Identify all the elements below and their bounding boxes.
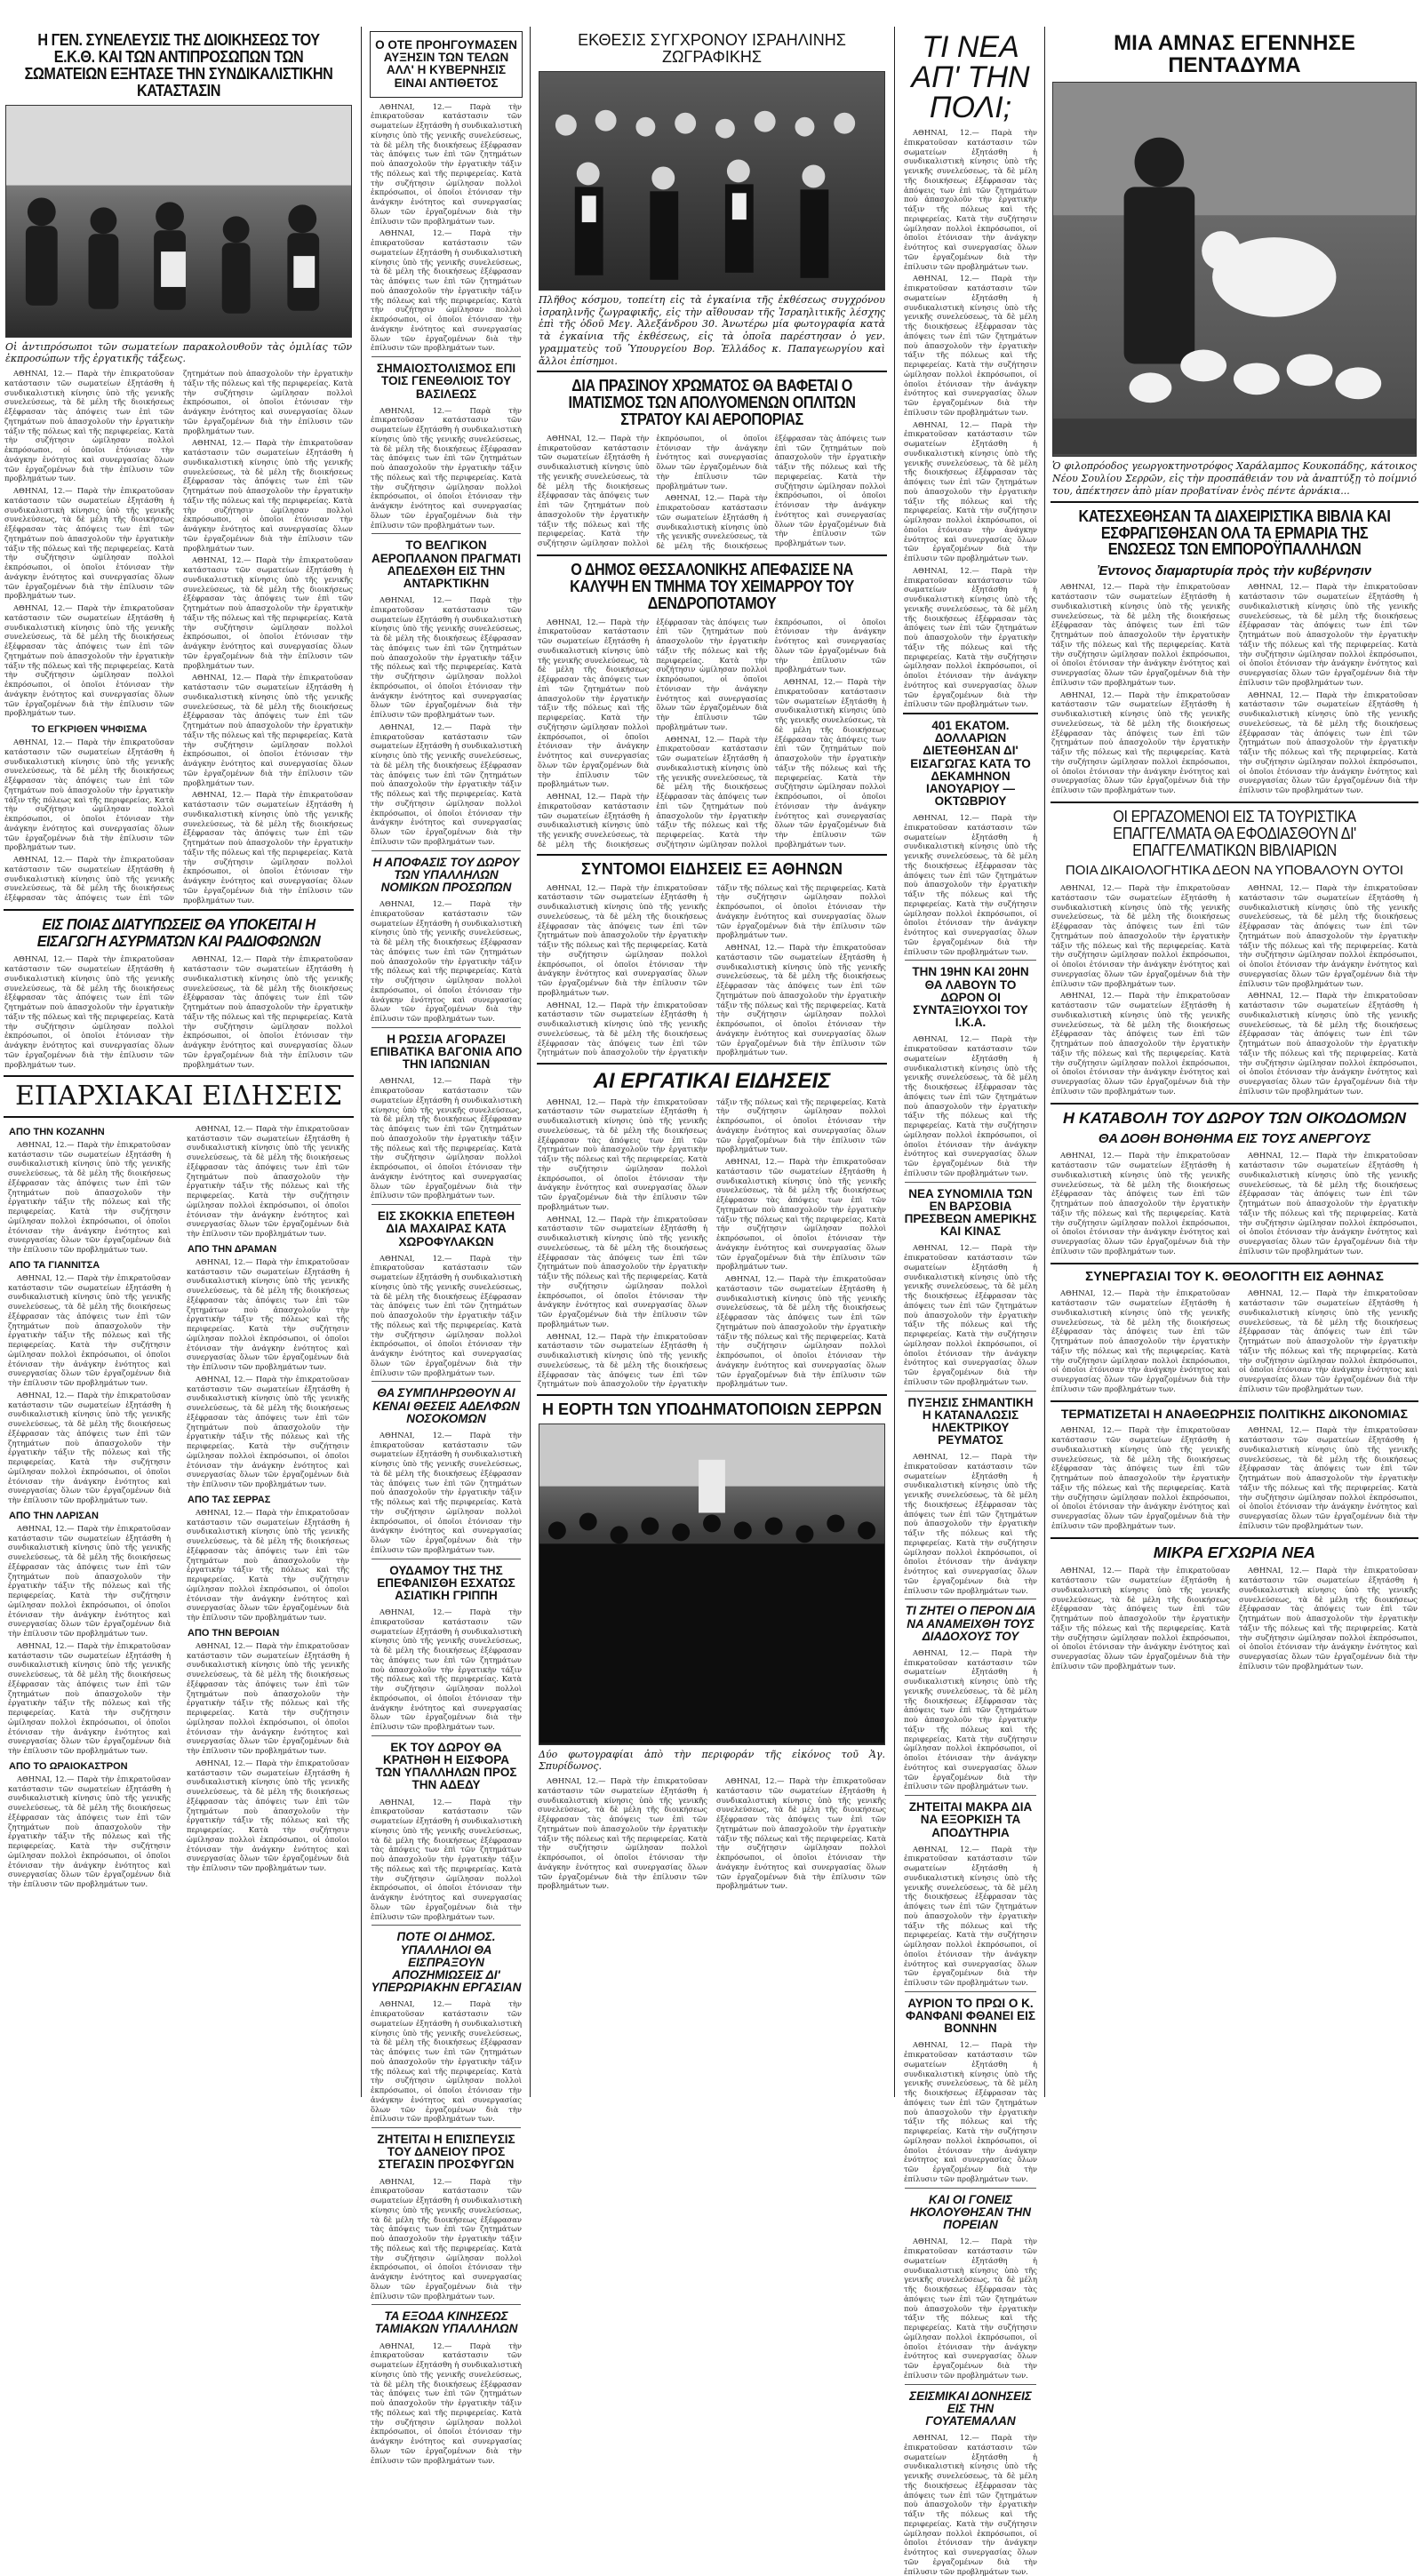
lamb-photo bbox=[1052, 82, 1417, 457]
city-news-headline: ΤΙ ΝΕΑ ΑΠ' ΤΗΝ ΠΟΛΙ; bbox=[911, 30, 1030, 124]
paragraph: ΑΘΗΝΑΙ, 12.— Παρὰ τὴν ἐπικρατοῦσαν κατάστασιν τῶν σωματείων ἐξητάσθη ἡ συνδικαλιστικὴ κίνησις ὑπὸ τῆς γενικῆς συνελεύσεως, τὰ δὲ μέλη τῆς διοικήσεως ἐξέφρασαν τὰς ἀπόψεις των ἐπὶ τῶν ζητημάτων ποὺ ἀπασχολοῦν τὴν ἐργατικὴν τάξιν τῆς πόλεως καὶ τῆς περιφερείας. Κατὰ τὴν συζήτησιν ὡμίλησαν πολλοὶ ἐκπρόσωποι, οἱ ὁποῖοι ἐτόνισαν τὴν ἀνάγκην ἑνότητος καὶ συνεργασίας ὅλων τῶν ἐργαζομένων διὰ τὴν ἐπίλυσιν τῶν προβλημάτων των. bbox=[371, 722, 522, 846]
art-headline: ΕΚΘΕΣΙΣ ΣΥΓΧΡΟΝΟΥ ΙΣΡΑΗΛΙΝΗΣ ΖΩΓΡΑΦΙΚΗΣ bbox=[578, 31, 846, 66]
paragraph: ΑΘΗΝΑΙ, 12.— Παρὰ τὴν ἐπικρατοῦσαν κατάστασιν τῶν σωματείων ἐξητάσθη ἡ συνδικαλιστικὴ κίνησις ὑπὸ τῆς γενικῆς συνελεύσεως, τὰ δὲ μέλη τῆς διοικήσεως ἐξέφρασαν τὰς ἀπόψεις των ἐπὶ τῶν ζητημάτων ποὺ ἀπασχολοῦν τὴν ἐργατικὴν τάξιν τῆς πόλεως καὶ τῆς περιφερείας. Κατὰ τὴν συζήτησιν ὡμίλησαν πολλοὶ ἐκπρόσωποι, οἱ ὁποῖοι ἐτόνισαν τὴν ἀνάγκην ἑνότητος καὶ συνεργασίας ὅλων τῶν ἐργαζομένων διὰ τὴν ἐπίλυσιν τῶν προβλημάτων των. bbox=[183, 673, 353, 787]
headline: ΖΗΤΕΙΤΑΙ Η ΕΠΙΣΠΕΥΣΙΣ ΤΟΥ ΔΑΝΕΙΟΥ ΠΡΟΣ ΣΤΕΓΑΣΙΝ ΠΡΟΣΦΥΓΩΝ bbox=[377, 2133, 515, 2172]
paragraph: ΑΘΗΝΑΙ, 12.— Παρὰ τὴν ἐπικρατοῦσαν κατάστασιν τῶν σωματείων ἐξητάσθη ἡ συνδικαλιστικὴ κίνησις ὑπὸ τῆς γενικῆς συνελεύσεως, τὰ δὲ μέλη τῆς διοικήσεως ἐξέφρασαν τὰς ἀπόψεις των ἐπὶ τῶν ζητημάτων ποὺ ἀπασχολοῦν τὴν ἐργατικὴν τάξιν τῆς πόλεως καὶ τῆς περιφερείας. Κατὰ τὴν συζήτησιν ὡμίλησαν πολλοὶ ἐκπρόσωποι, οἱ ὁποῖοι ἐτόνισαν τὴν ἀνάγκην ἑνότητος καὶ συνεργασίας ὅλων τῶν ἐργαζομένων διὰ τὴν ἐπίλυσιν τῶν προβλημάτων των. bbox=[538, 1776, 707, 1891]
local-news-headline: ΜΙΚΡΑ ΕΓΧΩΡΙΑ ΝΕΑ bbox=[1153, 1543, 1316, 1561]
paragraph: ΑΘΗΝΑΙ, 12.— Παρὰ τὴν ἐπικρατοῦσαν κατάστασιν τῶν σωματείων ἐξητάσθη ἡ συνδικαλιστικὴ κίνησις ὑπὸ τῆς γενικῆς συνελεύσεως, τὰ δὲ μέλη τῆς διοικήσεως ἐξέφρασαν τὰς ἀπόψεις των ἐπὶ τῶν ζητημάτων ποὺ ἀπασχολοῦν τὴν ἐργατικὴν τάξιν τῆς πόλεως καὶ τῆς περιφερείας. Κατὰ τὴν συζήτησιν ὡμίλησαν πολλοὶ ἐκπρόσωποι, οἱ ὁποῖοι ἐτόνισαν τὴν ἀνάγκην ἑνότητος καὶ συνεργασίας ὅλων τῶν ἐργαζομένων διὰ τὴν ἐπίλυσιν τῶν προβλημάτων των. bbox=[1051, 1425, 1230, 1530]
paragraph: ΑΘΗΝΑΙ, 12.— Παρὰ τὴν ἐπικρατοῦσαν κατάστασιν τῶν σωματείων ἐξητάσθη ἡ συνδικαλιστικὴ κίνησις ὑπὸ τῆς γενικῆς συνελεύσεως, τὰ δὲ μέλη τῆς διοικήσεως ἐξέφρασαν τὰς ἀπόψεις των ἐπὶ τῶν ζητημάτων ποὺ ἀπασχολοῦν τὴν ἐργατικὴν τάξιν τῆς πόλεως καὶ τῆς περιφερείας. Κατὰ τὴν συζήτησιν ὡμίλησαν πολλοὶ ἐκπρόσωποι, οἱ ὁποῖοι ἐτόνισαν τὴν ἀνάγκην ἑνότητος καὶ συνεργασίας ὅλων τῶν ἐργαζομένων διὰ τὴν ἐπίλυσιν τῶν προβλημάτων των. bbox=[904, 1647, 1037, 1791]
paragraph: ΑΘΗΝΑΙ, 12.— Παρὰ τὴν ἐπικρατοῦσαν κατάστασιν τῶν σωματείων ἐξητάσθη ἡ συνδικαλιστικὴ κίνησις ὑπὸ τῆς γενικῆς συνελεύσεως, τὰ δὲ μέλη τῆς διοικήσεως ἐξέφρασαν τὰς ἀπόψεις των ἐπὶ τῶν ζητημάτων ποὺ ἀπασχολοῦν τὴν ἐργατικὴν τάξιν τῆς πόλεως καὶ τῆς περιφερείας. Κατὰ τὴν συζήτησιν ὡμίλησαν πολλοὶ ἐκπρόσωποι, οἱ ὁποῖοι ἐτόνισαν τὴν ἀνάγκην ἑνότητος καὶ συνεργασίας ὅλων τῶν ἐργαζομένων διὰ τὴν ἐπίλυσιν τῶν προβλημάτων των. bbox=[371, 405, 522, 530]
paragraph: ΑΘΗΝΑΙ, 12.— Παρὰ τὴν ἐπικρατοῦσαν κατάστασιν τῶν σωματείων ἐξητάσθη ἡ συνδικαλιστικὴ κίνησις ὑπὸ τῆς γενικῆς συνελεύσεως, τὰ δὲ μέλη τῆς διοικήσεως ἐξέφρασαν τὰς ἀπόψεις των ἐπὶ τῶν ζητημάτων ποὺ ἀπασχολοῦν τὴν ἐργατικὴν τάξιν τῆς πόλεως καὶ τῆς περιφερείας. Κατὰ τὴν συζήτησιν ὡμίλησαν πολλοὶ ἐκπρόσωποι, οἱ ὁποῖοι ἐτόνισαν τὴν ἀνάγκην ἑνότητος καὶ συνεργασίας ὅλων τῶν ἐργαζομένων διὰ τὴν ἐπίλυσιν τῶν προβλημάτων των. bbox=[371, 2176, 522, 2301]
paragraph: ΑΘΗΝΑΙ, 12.— Παρὰ τὴν ἐπικρατοῦσαν κατάστασιν τῶν σωματείων ἐξητάσθη ἡ συνδικαλιστικὴ κίνησις ὑπὸ τῆς γενικῆς συνελεύσεως, τὰ δὲ μέλη τῆς διοικήσεως ἐξέφρασαν τὰς ἀπόψεις των ἐπὶ τῶν ζητημάτων ποὺ ἀπασχολοῦν τὴν ἐργατικὴν τάξιν τῆς πόλεως καὶ τῆς περιφερείας. Κατὰ τὴν συζήτησιν ὡμίλησαν πολλοὶ ἐκπρόσωποι, οἱ ὁποῖοι ἐτόνισαν τὴν ἀνάγκην ἑνότητος καὶ συνεργασίας ὅλων τῶν ἐργαζομένων διὰ τὴν ἐπίλυσιν τῶν προβλημάτων των. bbox=[1239, 1151, 1418, 1256]
paragraph: ΑΘΗΝΑΙ, 12.— Παρὰ τὴν ἐπικρατοῦσαν κατάστασιν τῶν σωματείων ἐξητάσθη ἡ συνδικαλιστικὴ κίνησις ὑπὸ τῆς γενικῆς συνελεύσεως, τὰ δὲ μέλη τῆς διοικήσεως ἐξέφρασαν τὰς ἀπόψεις των ἐπὶ τῶν ζητημάτων ποὺ ἀπασχολοῦν τὴν ἐργατικὴν τάξιν τῆς πόλεως καὶ τῆς περιφερείας. Κατὰ τὴν συζήτησιν ὡμίλησαν πολλοὶ ἐκπρόσωποι, οἱ ὁποῖοι ἐτόνισαν τὴν ἀνάγκην ἑνότητος καὶ συνεργασίας ὅλων τῶν ἐργαζομένων διὰ τὴν ἐπίλυσιν τῶν προβλημάτων των. bbox=[656, 433, 886, 551]
paragraph: ΑΘΗΝΑΙ, 12.— Παρὰ τὴν ἐπικρατοῦσαν κατάστασιν τῶν σωματείων ἐξητάσθη ἡ συνδικαλιστικὴ κίνησις ὑπὸ τῆς γενικῆς συνελεύσεως, τὰ δὲ μέλη τῆς διοικήσεως ἐξέφρασαν τὰς ἀπόψεις των ἐπὶ τῶν ζητημάτων ποὺ ἀπασχολοῦν τὴν ἐργατικὴν τάξιν τῆς πόλεως καὶ τῆς περιφερείας. Κατὰ τὴν συζήτησιν ὡμίλησαν πολλοὶ ἐκπρόσωποι, οἱ ὁποῖοι ἐτόνισαν τὴν ἀνάγκην ἑνότητος καὶ συνεργασίας ὅλων τῶν ἐργαζομένων διὰ τὴν ἐπίλυσιν τῶν προβλημάτων των. bbox=[4, 738, 174, 852]
radio-headline: ΕΙΣ ΠΟΙΑΣ ΔΙΑΤΥΠΩΣΕΙΣ ΘΑ ΥΠΟΚΕΙΤΑΙ Η ΕΙΣΑΓΩΓΗ ΑΣΥΡΜΑΤΩΝ ΚΑΙ ΡΑΔΙΟΦΩΝΩΝ bbox=[36, 914, 321, 950]
paragraph: ΑΘΗΝΑΙ, 12.— Παρὰ τὴν ἐπικρατοῦσαν κατάστασιν τῶν σωματείων ἐξητάσθη ἡ συνδικαλιστικὴ κίνησις ὑπὸ τῆς γενικῆς συνελεύσεως, τὰ δὲ μέλη τῆς διοικήσεως ἐξέφρασαν τὰς ἀπόψεις των ἐπὶ τῶν ζητημάτων ποὺ ἀπασχολοῦν τὴν ἐργατικὴν τάξιν τῆς πόλεως καὶ τῆς περιφερείας. Κατὰ τὴν συζήτησιν ὡμίλησαν πολλοὶ ἐκπρόσωποι, οἱ ὁποῖοι ἐτόνισαν τὴν ἀνάγκην ἑνότητος καὶ συνεργασίας ὅλων τῶν ἐργαζομένων διὰ τὴν ἐπίλυσιν τῶν προβλημάτων των. bbox=[904, 2433, 1037, 2576]
lead-article-body bbox=[4, 369, 353, 905]
column-rule bbox=[530, 27, 531, 2097]
column-rule bbox=[894, 27, 895, 2097]
paragraph: ΑΘΗΝΑΙ, 12.— Παρὰ τὴν ἐπικρατοῦσαν κατάστασιν τῶν σωματείων ἐξητάσθη ἡ συνδικαλιστικὴ κίνησις ὑπὸ τῆς γενικῆς συνελεύσεως, τὰ δὲ μέλη τῆς διοικήσεως ἐξέφρασαν τὰς ἀπόψεις των ἐπὶ τῶν ζητημάτων ποὺ ἀπασχολοῦν τὴν ἐργατικὴν τάξιν τῆς πόλεως καὶ τῆς περιφερείας. Κατὰ τὴν συζήτησιν ὡμίλησαν πολλοὶ ἐκπρόσωποι, οἱ ὁποῖοι ἐτόνισαν τὴν ἀνάγκην ἑνότητος καὶ συνεργασίας ὅλων τῶν ἐργαζομένων διὰ τὴν ἐπίλυσιν τῶν προβλημάτων των. bbox=[1051, 883, 1230, 988]
art-exhibition-photo bbox=[539, 71, 885, 291]
paragraph: ΑΘΗΝΑΙ, 12.— Παρὰ τὴν ἐπικρατοῦσαν κατάστασιν τῶν σωματείων ἐξητάσθη ἡ συνδικαλιστικὴ κίνησις ὑπὸ τῆς γενικῆς συνελεύσεως, τὰ δὲ μέλη τῆς διοικήσεως ἐξέφρασαν τὰς ἀπόψεις των ἐπὶ τῶν ζητημάτων ποὺ ἀπασχολοῦν τὴν ἐργατικὴν τάξιν τῆς πόλεως καὶ τῆς περιφερείας. Κατὰ τὴν συζήτησιν ὡμίλησαν πολλοὶ ἐκπρόσωποι, οἱ ὁποῖοι ἐτόνισαν τὴν ἀνάγκην ἑνότητος καὶ συνεργασίας ὅλων τῶν ἐργαζομένων διὰ τὴν ἐπίλυσιν τῶν προβλημάτων των. bbox=[1051, 1566, 1230, 1671]
headline: ΣΗΜΑΙΟΣΤΟΛΙΣΜΟΣ ΕΠΙ ΤΟΙΣ ΓΕΝΕΘΛΙΟΙΣ ΤΟΥ ΒΑΣΙΛΕΩΣ bbox=[376, 362, 516, 401]
section-title: ΑΠΟ ΤΑ ΓΙΑΝΝΙΤΣΑ bbox=[9, 1259, 100, 1271]
paragraph: ΑΘΗΝΑΙ, 12.— Παρὰ τὴν ἐπικρατοῦσαν κατάστασιν τῶν σωματείων ἐξητάσθη ἡ συνδικαλιστικὴ κίνησις ὑπὸ τῆς γενικῆς συνελεύσεως, τὰ δὲ μέλη τῆς διοικήσεως ἐξέφρασαν τὰς ἀπόψεις των ἐπὶ τῶν ζητημάτων ποὺ ἀπασχολοῦν τὴν ἐργατικὴν τάξιν τῆς πόλεως καὶ τῆς περιφερείας. Κατὰ τὴν συζήτησιν ὡμίλησαν πολλοὶ ἐκπρόσωποι, οἱ ὁποῖοι ἐτόνισαν τὴν ἀνάγκην ἑνότητος καὶ συνεργασίας ὅλων τῶν ἐργαζομένων διὰ τὴν ἐπίλυσιν τῶν προβλημάτων των. bbox=[904, 565, 1037, 709]
paragraph: ΑΘΗΝΑΙ, 12.— Παρὰ τὴν ἐπικρατοῦσαν κατάστασιν τῶν σωματείων ἐξητάσθη ἡ συνδικαλιστικὴ κίνησις ὑπὸ τῆς γενικῆς συνελεύσεως, τὰ δὲ μέλη τῆς διοικήσεως ἐξέφρασαν τὰς ἀπόψεις των ἐπὶ τῶν ζητημάτων ποὺ ἀπασχολοῦν τὴν ἐργατικὴν τάξιν τῆς πόλεως καὶ τῆς περιφερείας. Κατὰ τὴν συζήτησιν ὡμίλησαν πολλοὶ ἐκπρόσωποι, οἱ ὁποῖοι ἐτόνισαν τὴν ἀνάγκην ἑνότητος καὶ συνεργασίας ὅλων τῶν ἐργαζομένων διὰ τὴν ἐπίλυσιν τῶν προβλημάτων των. bbox=[1239, 883, 1418, 988]
headline: ΘΑ ΣΥΜΠΛΗΡΩΘΟΥΝ ΑΙ ΚΕΝΑΙ ΘΕΣΕΙΣ ΑΔΕΛΦΩΝ ΝΟΣΟΚΟΜΩΝ bbox=[372, 1386, 520, 1425]
headline: ΤΑ ΕΞΟΔΑ ΚΙΝΗΣΕΩΣ ΤΑΜΙΑΚΩΝ ΥΠΑΛΛΗΛΩΝ bbox=[374, 2309, 518, 2336]
paragraph: ΑΘΗΝΑΙ, 12.— Παρὰ τὴν ἐπικρατοῦσαν κατάστασιν τῶν σωματείων ἐξητάσθη ἡ συνδικαλιστικὴ κίνησις ὑπὸ τῆς γενικῆς συνελεύσεως, τὰ δὲ μέλη τῆς διοικήσεως ἐξέφρασαν τὰς ἀπόψεις των ἐπὶ τῶν ζητημάτων ποὺ ἀπασχολοῦν τὴν ἐργατικὴν τάξιν τῆς πόλεως καὶ τῆς περιφερείας. Κατὰ τὴν συζήτησιν ὡμίλησαν πολλοὶ ἐκπρόσωποι, οἱ ὁποῖοι ἐτόνισαν τὴν ἀνάγκην ἑνότητος καὶ συνεργασίας ὅλων τῶν ἐργαζομένων διὰ τὴν ἐπίλυσιν τῶν προβλημάτων των. bbox=[904, 1034, 1037, 1177]
paragraph: ΑΘΗΝΑΙ, 12.— Παρὰ τὴν ἐπικρατοῦσαν κατάστασιν τῶν σωματείων ἐξητάσθη ἡ συνδικαλιστικὴ κίνησις ὑπὸ τῆς γενικῆς συνελεύσεως, τὰ δὲ μέλη τῆς διοικήσεως ἐξέφρασαν τὰς ἀπόψεις των ἐπὶ τῶν ζητημάτων ποὺ ἀπασχολοῦν τὴν ἐργατικὴν τάξιν τῆς πόλεως καὶ τῆς περιφερείας. Κατὰ τὴν συζήτησιν ὡμίλησαν πολλοὶ ἐκπρόσωποι, οἱ ὁποῖοι ἐτόνισαν τὴν ἀνάγκην ἑνότητος καὶ συνεργασίας ὅλων τῶν ἐργαζομένων διὰ τὴν ἐπίλυσιν τῶν προβλημάτων των. bbox=[1239, 582, 1418, 687]
column-2 bbox=[366, 27, 526, 2465]
paragraph: ΑΘΗΝΑΙ, 12.— Παρὰ τὴν ἐπικρατοῦσαν κατάστασιν τῶν σωματείων ἐξητάσθη ἡ συνδικαλιστικὴ κίνησις ὑπὸ τῆς γενικῆς συνελεύσεως, τὰ δὲ μέλη τῆς διοικήσεως ἐξέφρασαν τὰς ἀπόψεις των ἐπὶ τῶν ζητημάτων ποὺ ἀπασχολοῦν τὴν ἐργατικὴν τάξιν τῆς πόλεως καὶ τῆς περιφερείας. Κατὰ τὴν συζήτησιν ὡμίλησαν πολλοὶ ἐκπρόσωποι, οἱ ὁποῖοι ἐτόνισαν τὴν ἀνάγκην ἑνότητος καὶ συνεργασίας ὅλων τῶν ἐργαζομένων διὰ τὴν ἐπίλυσιν τῶν προβλημάτων των. bbox=[716, 1776, 886, 1891]
paragraph: ΑΘΗΝΑΙ, 12.— Παρὰ τὴν ἐπικρατοῦσαν κατάστασιν τῶν σωματείων ἐξητάσθη ἡ συνδικαλιστικὴ κίνησις ὑπὸ τῆς γενικῆς συνελεύσεως, τὰ δὲ μέλη τῆς διοικήσεως ἐξέφρασαν τὰς ἀπόψεις των ἐπὶ τῶν ζητημάτων ποὺ ἀπασχολοῦν τὴν ἐργατικὴν τάξιν τῆς πόλεως καὶ τῆς περιφερείας. Κατὰ τὴν συζήτησιν ὡμίλησαν πολλοὶ ἐκπρόσωποι, οἱ ὁποῖοι ἐτόνισαν τὴν ἀνάγκην ἑνότητος καὶ συνεργασίας ὅλων τῶν ἐργαζομένων διὰ τὴν ἐπίλυσιν τῶν προβλημάτων των. bbox=[538, 1097, 886, 1389]
paragraph: ΑΘΗΝΑΙ, 12.— Παρὰ τὴν ἐπικρατοῦσαν κατάστασιν τῶν σωματείων ἐξητάσθη ἡ συνδικαλιστικὴ κίνησις ὑπὸ τῆς γενικῆς συνελεύσεως, τὰ δὲ μέλη τῆς διοικήσεως ἐξέφρασαν τὰς ἀπόψεις των ἐπὶ τῶν ζητημάτων ποὺ ἀπασχολοῦν τὴν ἐργατικὴν τάξιν τῆς πόλεως καὶ τῆς περιφερείας. Κατὰ τὴν συζήτησιν ὡμίλησαν πολλοὶ ἐκπρόσωποι, οἱ ὁποῖοι ἐτόνισαν τὴν ἀνάγκην ἑνότητος καὶ συνεργασίας ὅλων τῶν ἐργαζομένων διὰ τὴν ἐπίλυσιν τῶν προβλημάτων των. bbox=[187, 1758, 349, 1873]
headline: ΝΕΑ ΣΥΝΟΜΙΛΙΑ ΤΩΝ ΕΝ ΒΑΡΣΟΒΙΑ ΠΡΕΣΒΕΩΝ ΑΜΕΡΙΚΗΣ ΚΑΙ ΚΙΝΑΣ bbox=[904, 1186, 1037, 1239]
section-title: ΑΠΟ ΤΑΣ ΣΕΡΡΑΣ bbox=[188, 1494, 271, 1505]
paragraph: ΑΘΗΝΑΙ, 12.— Παρὰ τὴν ἐπικρατοῦσαν κατάστασιν τῶν σωματείων ἐξητάσθη ἡ συνδικαλιστικὴ κίνησις ὑπὸ τῆς γενικῆς συνελεύσεως, τὰ δὲ μέλη τῆς διοικήσεως ἐξέφρασαν τὰς ἀπόψεις των ἐπὶ τῶν ζητημάτων ποὺ ἀπασχολοῦν τὴν ἐργατικὴν τάξιν τῆς πόλεως καὶ τῆς περιφερείας. Κατὰ τὴν συζήτησιν ὡμίλησαν πολλοὶ ἐκπρόσωποι, οἱ ὁποῖοι ἐτόνισαν τὴν ἀνάγκην ἑνότητος καὶ συνεργασίας ὅλων τῶν ἐργαζομένων διὰ τὴν ἐπίλυσιν τῶν προβλημάτων των. bbox=[371, 101, 522, 226]
sub-headline: ΤΟ ΕΓΚΡΙΘΕΝ ΨΗΦΙΣΜΑ bbox=[31, 724, 148, 736]
paragraph: ΑΘΗΝΑΙ, 12.— Παρὰ τὴν ἐπικρατοῦσαν κατάστασιν τῶν σωματείων ἐξητάσθη ἡ συνδικαλιστικὴ κίνησις ὑπὸ τῆς γενικῆς συνελεύσεως, τὰ δὲ μέλη τῆς διοικήσεως ἐξέφρασαν τὰς ἀπόψεις των ἐπὶ τῶν ζητημάτων ποὺ ἀπασχολοῦν τὴν ἐργατικὴν τάξιν τῆς πόλεως καὶ τῆς περιφερείας. Κατὰ τὴν συζήτησιν ὡμίλησαν πολλοὶ ἐκπρόσωποι, οἱ ὁποῖοι ἐτόνισαν τὴν ἀνάγκην ἑνότητος καὶ συνεργασίας ὅλων τῶν ἐργαζομένων διὰ τὴν ἐπίλυσιν τῶν προβλημάτων των. bbox=[8, 1774, 171, 1889]
paragraph: ΑΘΗΝΑΙ, 12.— Παρὰ τὴν ἐπικρατοῦσαν κατάστασιν τῶν σωματείων ἐξητάσθη ἡ συνδικαλιστικὴ κίνησις ὑπὸ τῆς γενικῆς συνελεύσεως, τὰ δὲ μέλη τῆς διοικήσεως ἐξέφρασαν τὰς ἀπόψεις των ἐπὶ τῶν ζητημάτων ποὺ ἀπασχολοῦν τὴν ἐργατικὴν τάξιν τῆς πόλεως καὶ τῆς περιφερείας. Κατὰ τὴν συζήτησιν ὡμίλησαν πολλοὶ ἐκπρόσωποι, οἱ ὁποῖοι ἐτόνισαν τὴν ἀνάγκην ἑνότητος καὶ συνεργασίας ὅλων τῶν ἐργαζομένων διὰ τὴν ἐπίλυσιν τῶν προβλημάτων των. bbox=[904, 813, 1037, 956]
headline: 401 ΕΚΑΤΟΜ. ΔΟΛΛΑΡΙΩΝ ΔΙΕΤΕΘΗΣΑΝ ΔΙ' ΕΙΣΑΓΩΓΑΣ ΚΑΤΑ ΤΟ ΔΕΚΑΜΗΝΟΝ ΙΑΝΟΥΑΡΙΟΥ — ΟΚΤΩΒΡΙΟΥ bbox=[910, 719, 1031, 809]
paragraph: ΑΘΗΝΑΙ, 12.— Παρὰ τὴν ἐπικρατοῦσαν κατάστασιν τῶν σωματείων ἐξητάσθη ἡ συνδικαλιστικὴ κίνησις ὑπὸ τῆς γενικῆς συνελεύσεως, τὰ δὲ μέλη τῆς διοικήσεως ἐξέφρασαν τὰς ἀπόψεις των ἐπὶ τῶν ζητημάτων ποὺ ἀπασχολοῦν τὴν ἐργατικὴν τάξιν τῆς πόλεως καὶ τῆς περιφερείας. Κατὰ τὴν συζήτησιν ὡμίλησαν πολλοὶ ἐκπρόσωποι, οἱ ὁποῖοι ἐτόνισαν τὴν ἀνάγκην ἑνότητος καὶ συνεργασίας ὅλων τῶν ἐργαζομένων διὰ τὴν ἐπίλυσιν τῶν προβλημάτων των. bbox=[774, 677, 886, 849]
paragraph: ΑΘΗΝΑΙ, 12.— Παρὰ τὴν ἐπικρατοῦσαν κατάστασιν τῶν σωματείων ἐξητάσθη ἡ συνδικαλιστικὴ κίνησις ὑπὸ τῆς γενικῆς συνελεύσεως, τὰ δὲ μέλη τῆς διοικήσεως ἐξέφρασαν τὰς ἀπόψεις των ἐπὶ τῶν ζητημάτων ποὺ ἀπασχολοῦν τὴν ἐργατικὴν τάξιν τῆς πόλεως καὶ τῆς περιφερείας. Κατὰ τὴν συζήτησιν ὡμίλησαν πολλοὶ ἐκπρόσωποι, οἱ ὁποῖοι ἐτόνισαν τὴν ἀνάγκην ἑνότητος καὶ συνεργασίας ὅλων τῶν ἐργαζομένων διὰ τὴν ἐπίλυσιν τῶν προβλημάτων των. bbox=[4, 954, 174, 1069]
paragraph: ΑΘΗΝΑΙ, 12.— Παρὰ τὴν ἐπικρατοῦσαν κατάστασιν τῶν σωματείων ἐξητάσθη ἡ συνδικαλιστικὴ κίνησις ὑπὸ τῆς γενικῆς συνελεύσεως, τὰ δὲ μέλη τῆς διοικήσεως ἐξέφρασαν τὰς ἀπόψεις των ἐπὶ τῶν ζητημάτων ποὺ ἀπασχολοῦν τὴν ἐργατικὴν τάξιν τῆς πόλεως καὶ τῆς περιφερείας. Κατὰ τὴν συζήτησιν ὡμίλησαν πολλοὶ ἐκπρόσωποι, οἱ ὁποῖοι ἐτόνισαν τὴν ἀνάγκην ἑνότητος καὶ συνεργασίας ὅλων τῶν ἐργαζομένων διὰ τὴν ἐπίλυσιν τῶν προβλημάτων των. bbox=[1239, 1566, 1418, 1671]
paragraph: ΑΘΗΝΑΙ, 12.— Παρὰ τὴν ἐπικρατοῦσαν κατάστασιν τῶν σωματείων ἐξητάσθη ἡ συνδικαλιστικὴ κίνησις ὑπὸ τῆς γενικῆς συνελεύσεως, τὰ δὲ μέλη τῆς διοικήσεως ἐξέφρασαν τὰς ἀπόψεις των ἐπὶ τῶν ζητημάτων ποὺ ἀπασχολοῦν τὴν ἐργατικὴν τάξιν τῆς πόλεως καὶ τῆς περιφερείας. Κατὰ τὴν συζήτησιν ὡμίλησαν πολλοὶ ἐκπρόσωποι, οἱ ὁποῖοι ἐτόνισαν τὴν ἀνάγκην ἑνότητος καὶ συνεργασίας ὅλων τῶν ἐργαζομένων διὰ τὴν ἐπίλυσιν τῶν προβλημάτων των. bbox=[904, 419, 1037, 562]
provincial-columns bbox=[4, 1121, 354, 1892]
column-rule bbox=[1044, 27, 1045, 2097]
paragraph: ΑΘΗΝΑΙ, 12.— Παρὰ τὴν ἐπικρατοῦσαν κατάστασιν τῶν σωματείων ἐξητάσθη ἡ συνδικαλιστικὴ κίνησις ὑπὸ τῆς γενικῆς συνελεύσεως, τὰ δὲ μέλη τῆς διοικήσεως ἐξέφρασαν τὰς ἀπόψεις των ἐπὶ τῶν ζητημάτων ποὺ ἀπασχολοῦν τὴν ἐργατικὴν τάξιν τῆς πόλεως καὶ τῆς περιφερείας. Κατὰ τὴν συζήτησιν ὡμίλησαν πολλοὶ ἐκπρόσωποι, οἱ ὁποῖοι ἐτόνισαν τὴν ἀνάγκην ἑνότητος καὶ συνεργασίας ὅλων τῶν ἐργαζομένων διὰ τὴν ἐπίλυσιν τῶν προβλημάτων των. bbox=[904, 2040, 1037, 2183]
lead-headline: Η ΓΕΝ. ΣΥΝΕΛΕΥΣΙΣ ΤΗΣ ΔΙΟΙΚΗΣΕΩΣ ΤΟΥ Ε.Κ.Θ. ΚΑΙ ΤΩΝ ΑΝΤΙΠΡΟΣΩΠΩΝ ΤΩΝ ΣΩΜΑΤΕΙΩΝ ΕΞΗΤΑΣΕ ΤΗΝ ΣΥΝΔΙΚΑΛΙΣΤΙΚΗΝ ΚΑΤΑΣΤΑΣΙΝ bbox=[24, 31, 333, 100]
paragraph: ΑΘΗΝΑΙ, 12.— Παρὰ τὴν ἐπικρατοῦσαν κατάστασιν τῶν σωματείων ἐξητάσθη ἡ συνδικαλιστικὴ κίνησις ὑπὸ τῆς γενικῆς συνελεύσεως, τὰ δὲ μέλη τῆς διοικήσεως ἐξέφρασαν τὰς ἀπόψεις των ἐπὶ τῶν ζητημάτων ποὺ ἀπασχολοῦν τὴν ἐργατικὴν τάξιν τῆς πόλεως καὶ τῆς περιφερείας. Κατὰ τὴν συζήτησιν ὡμίλησαν πολλοὶ ἐκπρόσωποι, οἱ ὁποῖοι ἐτόνισαν τὴν ἀνάγκην ἑνότητος καὶ συνεργασίας ὅλων τῶν ἐργαζομένων διὰ τὴν ἐπίλυσιν τῶν προβλημάτων των. bbox=[8, 1640, 171, 1756]
lead-photo-caption: Οἱ ἀντιπρόσωποι τῶν σωματείων παρακολουθοῦν τὰς ὁμιλίας τῶν ἐκπροσώπων τῆς ἐργατικῆς τάξεως. bbox=[5, 340, 352, 365]
provincial-column-a bbox=[4, 1121, 175, 1892]
paragraph: ΑΘΗΝΑΙ, 12.— Παρὰ τὴν ἐπικρατοῦσαν κατάστασιν τῶν σωματείων ἐξητάσθη ἡ συνδικαλιστικὴ κίνησις ὑπὸ τῆς γενικῆς συνελεύσεως, τὰ δὲ μέλη τῆς διοικήσεως ἐξέφρασαν τὰς ἀπόψεις των ἐπὶ τῶν ζητημάτων ποὺ ἀπασχολοῦν τὴν ἐργατικὴν τάξιν τῆς πόλεως καὶ τῆς περιφερείας. Κατὰ τὴν συζήτησιν ὡμίλησαν πολλοὶ ἐκπρόσωποι, οἱ ὁποῖοι ἐτόνισαν τὴν ἀνάγκην ἑνότητος καὶ συνεργασίας ὅλων τῶν ἐργαζομένων διὰ τὴν ἐπίλυσιν τῶν προβλημάτων των. bbox=[8, 1139, 171, 1255]
paragraph: ΑΘΗΝΑΙ, 12.— Παρὰ τὴν ἐπικρατοῦσαν κατάστασιν τῶν σωματείων ἐξητάσθη ἡ συνδικαλιστικὴ κίνησις ὑπὸ τῆς γενικῆς συνελεύσεως, τὰ δὲ μέλη τῆς διοικήσεως ἐξέφρασαν τὰς ἀπόψεις των ἐπὶ τῶν ζητημάτων ποὺ ἀπασχολοῦν τὴν ἐργατικὴν τάξιν τῆς πόλεως καὶ τῆς περιφερείας. Κατὰ τὴν συζήτησιν ὡμίλησαν πολλοὶ ἐκπρόσωποι, οἱ ὁποῖοι ἐτόνισαν τὴν ἀνάγκην ἑνότητος καὶ συνεργασίας ὅλων τῶν ἐργαζομένων διὰ τὴν ἐπίλυσιν τῶν προβλημάτων των. bbox=[371, 1076, 522, 1200]
paragraph: ΑΘΗΝΑΙ, 12.— Παρὰ τὴν ἐπικρατοῦσαν κατάστασιν τῶν σωματείων ἐξητάσθη ἡ συνδικαλιστικὴ κίνησις ὑπὸ τῆς γενικῆς συνελεύσεως, τὰ δὲ μέλη τῆς διοικήσεως ἐξέφρασαν τὰς ἀπόψεις των ἐπὶ τῶν ζητημάτων ποὺ ἀπασχολοῦν τὴν ἐργατικὴν τάξιν τῆς πόλεως καὶ τῆς περιφερείας. Κατὰ τὴν συζήτησιν ὡμίλησαν πολλοὶ ἐκπρόσωποι, οἱ ὁποῖοι ἐτόνισαν τὴν ἀνάγκην ἑνότητος καὶ συνεργασίας ὅλων τῶν ἐργαζομένων διὰ τὴν ἐπίλυσιν τῶν προβλημάτων των. bbox=[1239, 1425, 1418, 1530]
section-title: ΑΠΟ ΤΟ ΩΡΑΙΟΚΑΣΤΡΟΝ bbox=[9, 1760, 128, 1772]
paragraph: ΑΘΗΝΑΙ, 12.— Παρὰ τὴν ἐπικρατοῦσαν κατάστασιν τῶν σωματείων ἐξητάσθη ἡ συνδικαλιστικὴ κίνησις ὑπὸ τῆς γενικῆς συνελεύσεως, τὰ δὲ μέλη τῆς διοικήσεως ἐξέφρασαν τὰς ἀπόψεις των ἐπὶ τῶν ζητημάτων ποὺ ἀπασχολοῦν τὴν ἐργατικὴν τάξιν τῆς πόλεως καὶ τῆς περιφερείας. Κατὰ τὴν συζήτησιν ὡμίλησαν πολλοὶ ἐκπρόσωποι, οἱ ὁποῖοι ἐτόνισαν τὴν ἀνάγκην ἑνότητος καὶ συνεργασίας ὅλων τῶν ἐργαζομένων διὰ τὴν ἐπίλυσιν τῶν προβλημάτων των. bbox=[538, 1097, 707, 1211]
paragraph: ΑΘΗΝΑΙ, 12.— Παρὰ τὴν ἐπικρατοῦσαν κατάστασιν τῶν σωματείων ἐξητάσθη ἡ συνδικαλιστικὴ κίνησις ὑπὸ τῆς γενικῆς συνελεύσεως, τὰ δὲ μέλη τῆς διοικήσεως ἐξέφρασαν τὰς ἀπόψεις των ἐπὶ τῶν ζητημάτων ποὺ ἀπασχολοῦν τὴν ἐργατικὴν τάξιν τῆς πόλεως καὶ τῆς περιφερείας. Κατὰ τὴν συζήτησιν ὡμίλησαν πολλοὶ ἐκπρόσωποι, οἱ ὁποῖοι ἐτόνισαν τὴν ἀνάγκην ἑνότητος καὶ συνεργασίας ὅλων τῶν ἐργαζομένων διὰ τὴν ἐπίλυσιν τῶν προβλημάτων των. bbox=[8, 1272, 171, 1388]
headline: ΤΙ ΖΗΤΕΙ Ο ΠΕΡΟΝ ΔΙΑ ΝΑ ΑΝΑΜΕΙΧΘΗ ΤΟΥΣ ΔΙΑΔΟΧΟΥΣ ΤΟΥ bbox=[905, 1604, 1036, 1643]
paragraph: ΑΘΗΝΑΙ, 12.— Παρὰ τὴν ἐπικρατοῦσαν κατάστασιν τῶν σωματείων ἐξητάσθη ἡ συνδικαλιστικὴ κίνησις ὑπὸ τῆς γενικῆς συνελεύσεως, τὰ δὲ μέλη τῆς διοικήσεως ἐξέφρασαν τὰς ἀπόψεις των ἐπὶ τῶν ζητημάτων ποὺ ἀπασχολοῦν τὴν ἐργατικὴν τάξιν τῆς πόλεως καὶ τῆς περιφερείας. Κατὰ τὴν συζήτησιν ὡμίλησαν πολλοὶ ἐκπρόσωποι, οἱ ὁποῖοι ἐτόνισαν τὴν ἀνάγκην ἑνότητος καὶ συνεργασίας ὅλων τῶν ἐργαζομένων διὰ τὴν ἐπίλυσιν τῶν προβλημάτων των. bbox=[371, 2341, 522, 2465]
paragraph: ΑΘΗΝΑΙ, 12.— Παρὰ τὴν ἐπικρατοῦσαν κατάστασιν τῶν σωματείων ἐξητάσθη ἡ συνδικαλιστικὴ κίνησις ὑπὸ τῆς γενικῆς συνελεύσεως, τὰ δὲ μέλη τῆς διοικήσεως ἐξέφρασαν τὰς ἀπόψεις των ἐπὶ τῶν ζητημάτων ποὺ ἀπασχολοῦν τὴν ἐργατικὴν τάξιν τῆς πόλεως καὶ τῆς περιφερείας. Κατὰ τὴν συζήτησιν ὡμίλησαν πολλοὶ ἐκπρόσωποι, οἱ ὁποῖοι ἐτόνισαν τὴν ἀνάγκην ἑνότητος καὶ συνεργασίας ὅλων τῶν ἐργαζομένων διὰ τὴν ἐπίλυσιν τῶν προβλημάτων των. bbox=[183, 954, 353, 1069]
paragraph: ΑΘΗΝΑΙ, 12.— Παρὰ τὴν ἐπικρατοῦσαν κατάστασιν τῶν σωματείων ἐξητάσθη ἡ συνδικαλιστικὴ κίνησις ὑπὸ τῆς γενικῆς συνελεύσεως, τὰ δὲ μέλη τῆς διοικήσεως ἐξέφρασαν τὰς ἀπόψεις των ἐπὶ τῶν ζητημάτων ποὺ ἀπασχολοῦν τὴν ἐργατικὴν τάξιν τῆς πόλεως καὶ τῆς περιφερείας. Κατὰ τὴν συζήτησιν ὡμίλησαν πολλοὶ ἐκπρόσωποι, οἱ ὁποῖοι ἐτόνισαν τὴν ἀνάγκην ἑνότητος καὶ συνεργασίας ὅλων τῶν ἐργαζομένων διὰ τὴν ἐπίλυσιν τῶν προβλημάτων των. bbox=[4, 486, 174, 601]
tourism-headline: ΟΙ ΕΡΓΑΖΟΜΕΝΟΙ ΕΙΣ ΤΑ ΤΟΥΡΙΣΤΙΚΑ ΕΠΑΓΓΕΛΜΑΤΑ ΘΑ ΕΦΟΔΙΑΣΘΟΥΝ ΔΙ' ΕΠΑΓΓΕΛΜΑΤΙΚΩΝ ΒΙΒΛΙΑΡΙΩΝ bbox=[1113, 807, 1356, 859]
paragraph: ΑΘΗΝΑΙ, 12.— Παρὰ τὴν ἐπικρατοῦσαν κατάστασιν τῶν σωματείων ἐξητάσθη ἡ συνδικαλιστικὴ κίνησις ὑπὸ τῆς γενικῆς συνελεύσεως, τὰ δὲ μέλη τῆς διοικήσεως ἐξέφρασαν τὰς ἀπόψεις των ἐπὶ τῶν ζητημάτων ποὺ ἀπασχολοῦν τὴν ἐργατικὴν τάξιν τῆς πόλεως καὶ τῆς περιφερείας. Κατὰ τὴν συζήτησιν ὡμίλησαν πολλοὶ ἐκπρόσωποι, οἱ ὁποῖοι ἐτόνισαν τὴν ἀνάγκην ἑνότητος καὶ συνεργασίας ὅλων τῶν ἐργαζομένων διὰ τὴν ἐπίλυσιν τῶν προβλημάτων των. bbox=[187, 1507, 349, 1623]
art-photo-caption: Πλῆθος κόσμου, τοπείτη εἰς τὰ ἐγκαίνια τῆς ἐκθέσεως συγχρόνου ἰσραηλινῆς ζωγραφικῆς, εἰς τὴν αἴθουσαν τῆς Ἰσραηλιτικῆς λέσχης ἐπὶ τῆς ὁδοῦ Μεγ. Ἀλεξάνδρου 30. Ἀνωτέρω μία φωτογραφία κατὰ τὰ ἐγκαίνια τῆς ἐκθέσεως, εἰς τὰ ὁποῖα παρέστησαν ὁ γεν. γραμματεὺς τοῦ Ὑπουργείου Βορ. Ἑλλάδος κ. Παπαγεωργίου καὶ ἄλλοι ἐπίσημοι. bbox=[539, 293, 885, 367]
paragraph: ΑΘΗΝΑΙ, 12.— Παρὰ τὴν ἐπικρατοῦσαν κατάστασιν τῶν σωματείων ἐξητάσθη ἡ συνδικαλιστικὴ κίνησις ὑπὸ τῆς γενικῆς συνελεύσεως, τὰ δὲ μέλη τῆς διοικήσεως ἐξέφρασαν τὰς ἀπόψεις των ἐπὶ τῶν ζητημάτων ποὺ ἀπασχολοῦν τὴν ἐργατικὴν τάξιν τῆς πόλεως καὶ τῆς περιφερείας. Κατὰ τὴν συζήτησιν ὡμίλησαν πολλοὶ ἐκπρόσωποι, οἱ ὁποῖοι ἐτόνισαν τὴν ἀνάγκην ἑνότητος καὶ συνεργασίας ὅλων τῶν ἐργαζομένων διὰ τὴν ἐπίλυσιν τῶν προβλημάτων των. bbox=[187, 1123, 349, 1239]
paragraph: ΑΘΗΝΑΙ, 12.— Παρὰ τὴν ἐπικρατοῦσαν κατάστασιν τῶν σωματείων ἐξητάσθη ἡ συνδικαλιστικὴ κίνησις ὑπὸ τῆς γενικῆς συνελεύσεως, τὰ δὲ μέλη τῆς διοικήσεως ἐξέφρασαν τὰς ἀπόψεις των ἐπὶ τῶν ζητημάτων ποὺ ἀπασχολοῦν τὴν ἐργατικὴν τάξιν τῆς πόλεως καὶ τῆς περιφερείας. Κατὰ τὴν συζήτησιν ὡμίλησαν πολλοὶ ἐκπρόσωποι, οἱ ὁποῖοι ἐτόνισαν τὴν ἀνάγκην ἑνότητος καὶ συνεργασίας ὅλων τῶν ἐργαζομένων διὰ τὴν ἐπίλυσιν τῶν προβλημάτων των. bbox=[371, 899, 522, 1024]
paragraph: ΑΘΗΝΑΙ, 12.— Παρὰ τὴν ἐπικρατοῦσαν κατάστασιν τῶν σωματείων ἐξητάσθη ἡ συνδικαλιστικὴ κίνησις ὑπὸ τῆς γενικῆς συνελεύσεως, τὰ δὲ μέλη τῆς διοικήσεως ἐξέφρασαν τὰς ἀπόψεις των ἐπὶ τῶν ζητημάτων ποὺ ἀπασχολοῦν τὴν ἐργατικὴν τάξιν τῆς πόλεως καὶ τῆς περιφερείας. Κατὰ τὴν συζήτησιν ὡμίλησαν πολλοὶ ἐκπρόσωποι, οἱ ὁποῖοι ἐτόνισαν τὴν ἀνάγκην ἑνότητος καὶ συνεργασίας ὅλων τῶν ἐργαζομένων διὰ τὴν ἐπίλυσιν τῶν προβλημάτων των. bbox=[538, 617, 650, 789]
paragraph: ΑΘΗΝΑΙ, 12.— Παρὰ τὴν ἐπικρατοῦσαν κατάστασιν τῶν σωματείων ἐξητάσθη ἡ συνδικαλιστικὴ κίνησις ὑπὸ τῆς γενικῆς συνελεύσεως, τὰ δὲ μέλη τῆς διοικήσεως ἐξέφρασαν τὰς ἀπόψεις των ἐπὶ τῶν ζητημάτων ποὺ ἀπασχολοῦν τὴν ἐργατικὴν τάξιν τῆς πόλεως καὶ τῆς περιφερείας. Κατὰ τὴν συζήτησιν ὡμίλησαν πολλοὶ ἐκπρόσωποι, οἱ ὁποῖοι ἐτόνισαν τὴν ἀνάγκην ἑνότητος καὶ συνεργασίας ὅλων τῶν ἐργαζομένων διὰ τὴν ἐπίλυσιν τῶν προβλημάτων των. bbox=[716, 1274, 886, 1389]
paragraph: ΑΘΗΝΑΙ, 12.— Παρὰ τὴν ἐπικρατοῦσαν κατάστασιν τῶν σωματείων ἐξητάσθη ἡ συνδικαλιστικὴ κίνησις ὑπὸ τῆς γενικῆς συνελεύσεως, τὰ δὲ μέλη τῆς διοικήσεως ἐξέφρασαν τὰς ἀπόψεις των ἐπὶ τῶν ζητημάτων ποὺ ἀπασχολοῦν τὴν ἐργατικὴν τάξιν τῆς πόλεως καὶ τῆς περιφερείας. Κατὰ τὴν συζήτησιν ὡμίλησαν πολλοὶ ἐκπρόσωποι, οἱ ὁποῖοι ἐτόνισαν τὴν ἀνάγκην ἑνότητος καὶ συνεργασίας ὅλων τῶν ἐργαζομένων διὰ τὴν ἐπίλυσιν τῶν προβλημάτων των. bbox=[538, 882, 886, 1057]
paragraph: ΑΘΗΝΑΙ, 12.— Παρὰ τὴν ἐπικρατοῦσαν κατάστασιν τῶν σωματείων ἐξητάσθη ἡ συνδικαλιστικὴ κίνησις ὑπὸ τῆς γενικῆς συνελεύσεως, τὰ δὲ μέλη τῆς διοικήσεως ἐξέφρασαν τὰς ἀπόψεις των ἐπὶ τῶν ζητημάτων ποὺ ἀπασχολοῦν τὴν ἐργατικὴν τάξιν τῆς πόλεως καὶ τῆς περιφερείας. Κατὰ τὴν συζήτησιν ὡμίλησαν πολλοὶ ἐκπρόσωποι, οἱ ὁποῖοι ἐτόνισαν τὴν ἀνάγκην ἑνότητος καὶ συνεργασίας ὅλων τῶν ἐργαζομένων διὰ τὴν ἐπίλυσιν τῶν προβλημάτων των. bbox=[8, 1523, 171, 1639]
paragraph: ΑΘΗΝΑΙ, 12.— Παρὰ τὴν ἐπικρατοῦσαν κατάστασιν τῶν σωματείων ἐξητάσθη ἡ συνδικαλιστικὴ κίνησις ὑπὸ τῆς γενικῆς συνελεύσεως, τὰ δὲ μέλη τῆς διοικήσεως ἐξέφρασαν τὰς ἀπόψεις των ἐπὶ τῶν ζητημάτων ποὺ ἀπασχολοῦν τὴν ἐργατικὴν τάξιν τῆς πόλεως καὶ τῆς περιφερείας. Κατὰ τὴν συζήτησιν ὡμίλησαν πολλοὶ ἐκπρόσωποι, οἱ ὁποῖοι ἐτόνισαν τὴν ἀνάγκην ἑνότητος καὶ συνεργασίας ὅλων τῶν ἐργαζομένων διὰ τὴν ἐπίλυσιν τῶν προβλημάτων των. bbox=[716, 1157, 886, 1272]
headline: Η ΑΠΟΦΑΣΙΣ ΤΟΥ ΔΩΡΟΥ ΤΩΝ ΥΠΑΛΛΗΛΩΝ ΝΟΜΙΚΩΝ ΠΡΟΣΩΠΩΝ bbox=[372, 855, 520, 894]
lawsuits-headline: ΤΕΡΜΑΤΙΖΕΤΑΙ Η ΑΝΑΘΕΩΡΗΣΙΣ ΠΟΛΙΤΙΚΗΣ ΔΙΚΟΝΟΜΙΑΣ bbox=[1060, 1406, 1409, 1421]
headline: ΖΗΤΕΙΤΑΙ ΜΑΚΡΑ ΔΙΑ ΝΑ ΕΞΟΡΚΙΣΗ ΤΑ ΑΠΟΔΥΤΗΡΙΑ bbox=[908, 1800, 1033, 1839]
paragraph: ΑΘΗΝΑΙ, 12.— Παρὰ τὴν ἐπικρατοῦσαν κατάστασιν τῶν σωματείων ἐξητάσθη ἡ συνδικαλιστικὴ κίνησις ὑπὸ τῆς γενικῆς συνελεύσεως, τὰ δὲ μέλη τῆς διοικήσεως ἐξέφρασαν τὰς ἀπόψεις των ἐπὶ τῶν ζητημάτων ποὺ ἀπασχολοῦν τὴν ἐργατικὴν τάξιν τῆς πόλεως καὶ τῆς περιφερείας. Κατὰ τὴν συζήτησιν ὡμίλησαν πολλοὶ ἐκπρόσωποι, οἱ ὁποῖοι ἐτόνισαν τὴν ἀνάγκην ἑνότητος καὶ συνεργασίας ὅλων τῶν ἐργαζομένων διὰ τὴν ἐπίλυσιν τῶν προβλημάτων των. bbox=[4, 369, 353, 903]
books-subheadline: Ἐντονος διαμαρτυρία πρὸς τὴν κυβέρνησιν bbox=[1097, 563, 1372, 579]
uniform-headline: ΔΙΑ ΠΡΑΣΙΝΟΥ ΧΡΩΜΑΤΟΣ ΘΑ ΒΑΦΕΤΑΙ Ο ΙΜΑΤΙΣΜΟΣ ΤΩΝ ΑΠΟΛΥΟΜΕΝΩΝ ΟΠΛΙΤΩΝ ΣΤΡΑΤΟΥ ΚΑΙ ΑΕΡΟΠΟΡΙΑΣ bbox=[568, 377, 856, 429]
headline: ΤΗΝ 19ΗΝ ΚΑΙ 20ΗΝ ΘΑ ΛΑΒΟΥΝ ΤΟ ΔΩΡΟΝ ΟΙ ΣΥΝΤΑΞΙΟΥΧΟΙ ΤΟΥ Ι.Κ.Α. bbox=[912, 965, 1029, 1030]
paragraph: ΑΘΗΝΑΙ, 12.— Παρὰ τὴν ἐπικρατοῦσαν κατάστασιν τῶν σωματείων ἐξητάσθη ἡ συνδικαλιστικὴ κίνησις ὑπὸ τῆς γενικῆς συνελεύσεως, τὰ δὲ μέλη τῆς διοικήσεως ἐξέφρασαν τὰς ἀπόψεις των ἐπὶ τῶν ζητημάτων ποὺ ἀπασχολοῦν τὴν ἐργατικὴν τάξιν τῆς πόλεως καὶ τῆς περιφερείας. Κατὰ τὴν συζήτησιν ὡμίλησαν πολλοὶ ἐκπρόσωποι, οἱ ὁποῖοι ἐτόνισαν τὴν ἀνάγκην ἑνότητος καὶ συνεργασίας ὅλων τῶν ἐργαζομένων διὰ τὴν ἐπίλυσιν τῶν προβλημάτων των. bbox=[904, 1243, 1037, 1386]
provincial-column-b bbox=[182, 1121, 354, 1892]
paragraph: ΑΘΗΝΑΙ, 12.— Παρὰ τὴν ἐπικρατοῦσαν κατάστασιν τῶν σωματείων ἐξητάσθη ἡ συνδικαλιστικὴ κίνησις ὑπὸ τῆς γενικῆς συνελεύσεως, τὰ δὲ μέλη τῆς διοικήσεως ἐξέφρασαν τὰς ἀπόψεις των ἐπὶ τῶν ζητημάτων ποὺ ἀπασχολοῦν τὴν ἐργατικὴν τάξιν τῆς πόλεως καὶ τῆς περιφερείας. Κατὰ τὴν συζήτησιν ὡμίλησαν πολλοὶ ἐκπρόσωποι, οἱ ὁποῖοι ἐτόνισαν τὴν ἀνάγκην ἑνότητος καὶ συνεργασίας ὅλων τῶν ἐργαζομένων διὰ τὴν ἐπίλυσιν τῶν προβλημάτων των. bbox=[1051, 582, 1230, 687]
column-3 bbox=[533, 27, 891, 2097]
paragraph: ΑΘΗΝΑΙ, 12.— Παρὰ τὴν ἐπικρατοῦσαν κατάστασιν τῶν σωματείων ἐξητάσθη ἡ συνδικαλιστικὴ κίνησις ὑπὸ τῆς γενικῆς συνελεύσεως, τὰ δὲ μέλη τῆς διοικήσεως ἐξέφρασαν τὰς ἀπόψεις των ἐπὶ τῶν ζητημάτων ποὺ ἀπασχολοῦν τὴν ἐργατικὴν τάξιν τῆς πόλεως καὶ τῆς περιφερείας. Κατὰ τὴν συζήτησιν ὡμίλησαν πολλοὶ ἐκπρόσωποι, οἱ ὁποῖοι ἐτόνισαν τὴν ἀνάγκην ἑνότητος καὶ συνεργασίας ὅλων τῶν ἐργαζομένων διὰ τὴν ἐπίλυσιν τῶν προβλημάτων των. bbox=[904, 2237, 1037, 2380]
headline: ΟΥΔΑΜΟΥ ΤΗΣ ΤΗΣ ΕΠΕΦΑΝΙΣΘΗ ΕΣΧΑΤΩΣ ΑΣΙΑΤΙΚΗ ΓΡΙΠΠΗ bbox=[377, 1563, 515, 1603]
paragraph: ΑΘΗΝΑΙ, 12.— Παρὰ τὴν ἐπικρατοῦσαν κατάστασιν τῶν σωματείων ἐξητάσθη ἡ συνδικαλιστικὴ κίνησις ὑπὸ τῆς γενικῆς συνελεύσεως, τὰ δὲ μέλη τῆς διοικήσεως ἐξέφρασαν τὰς ἀπόψεις των ἐπὶ τῶν ζητημάτων ποὺ ἀπασχολοῦν τὴν ἐργατικὴν τάξιν τῆς πόλεως καὶ τῆς περιφερείας. Κατὰ τὴν συζήτησιν ὡμίλησαν πολλοὶ ἐκπρόσωποι, οἱ ὁποῖοι ἐτόνισαν τὴν ἀνάγκην ἑνότητος καὶ συνεργασίας ὅλων τῶν ἐργαζομένων διὰ τὴν ἐπίλυσιν τῶν προβλημάτων των. bbox=[187, 1640, 349, 1756]
headline: ΣΕΙΣΜΙΚΑΙ ΔΟΝΗΣΕΙΣ ΕΙΣ ΤΗΝ ΓΟΥΑΤΕΜΑΛΑΝ bbox=[909, 2389, 1032, 2428]
headline: ΕΚ ΤΟΥ ΔΩΡΟΥ ΘΑ ΚΡΑΤΗΘΗ Η ΕΙΣΦΟΡΑ ΤΩΝ ΥΠΑΛΛΗΛΩΝ ΠΡΟΣ ΤΗΝ ΑΔΕΔΥ bbox=[375, 1740, 517, 1792]
paragraph: ΑΘΗΝΑΙ, 12.— Παρὰ τὴν ἐπικρατοῦσαν κατάστασιν τῶν σωματείων ἐξητάσθη ἡ συνδικαλιστικὴ κίνησις ὑπὸ τῆς γενικῆς συνελεύσεως, τὰ δὲ μέλη τῆς διοικήσεως ἐξέφρασαν τὰς ἀπόψεις των ἐπὶ τῶν ζητημάτων ποὺ ἀπασχολοῦν τὴν ἐργατικὴν τάξιν τῆς πόλεως καὶ τῆς περιφερείας. Κατὰ τὴν συζήτησιν ὡμίλησαν πολλοὶ ἐκπρόσωποι, οἱ ὁποῖοι ἐτόνισαν τὴν ἀνάγκην ἑνότητος καὶ συνεργασίας ὅλων τῶν ἐργαζομένων διὰ τὴν ἐπίλυσιν τῶν προβλημάτων των. bbox=[371, 1797, 522, 1921]
paragraph: ΑΘΗΝΑΙ, 12.— Παρὰ τὴν ἐπικρατοῦσαν κατάστασιν τῶν σωματείων ἐξητάσθη ἡ συνδικαλιστικὴ κίνησις ὑπὸ τῆς γενικῆς συνελεύσεως, τὰ δὲ μέλη τῆς διοικήσεως ἐξέφρασαν τὰς ἀπόψεις των ἐπὶ τῶν ζητημάτων ποὺ ἀπασχολοῦν τὴν ἐργατικὴν τάξιν τῆς πόλεως καὶ τῆς περιφερείας. Κατὰ τὴν συζήτησιν ὡμίλησαν πολλοὶ ἐκπρόσωποι, οἱ ὁποῖοι ἐτόνισαν τὴν ἀνάγκην ἑνότητος καὶ συνεργασίας ὅλων τῶν ἐργαζομένων διὰ τὴν ἐπίλυσιν τῶν προβλημάτων των. bbox=[371, 1999, 522, 2124]
paragraph: ΑΘΗΝΑΙ, 12.— Παρὰ τὴν ἐπικρατοῦσαν κατάστασιν τῶν σωματείων ἐξητάσθη ἡ συνδικαλιστικὴ κίνησις ὑπὸ τῆς γενικῆς συνελεύσεως, τὰ δὲ μέλη τῆς διοικήσεως ἐξέφρασαν τὰς ἀπόψεις των ἐπὶ τῶν ζητημάτων ποὺ ἀπασχολοῦν τὴν ἐργατικὴν τάξιν τῆς πόλεως καὶ τῆς περιφερείας. Κατὰ τὴν συζήτησιν ὡμίλησαν πολλοὶ ἐκπρόσωποι, οἱ ὁποῖοι ἐτόνισαν τὴν ἀνάγκην ἑνότητος καὶ συνεργασίας ὅλων τῶν ἐργαζομένων διὰ τὴν ἐπίλυσιν τῶν προβλημάτων των. bbox=[4, 603, 174, 718]
headline: Η ΡΩΣΣΙΑ ΑΓΟΡΑΖΕΙ ΕΠΙΒΑΤΙΚΑ ΒΑΓΟΝΙΑ ΑΠΟ ΤΗΝ ΙΑΠΩΝΙΑΝ bbox=[370, 1032, 523, 1072]
books-headline: ΚΑΤΕΣΧΕΘΗΣΑΝ ΤΑ ΔΙΑΧΕΙΡΙΣΤΙΚΑ ΒΙΒΛΙΑ ΚΑΙ ΕΣΦΡΑΓΙΣΘΗΣΑΝ ΟΛΑ ΤΑ ΕΡΜΑΡΙΑ ΤΗΣ ΕΝΩΣΕΩΣ ΤΩΝ ΕΜΠΟΡΟΫΠΑΛΛΗΛΩΝ bbox=[1078, 506, 1391, 559]
paragraph: ΑΘΗΝΑΙ, 12.— Παρὰ τὴν ἐπικρατοῦσαν κατάστασιν τῶν σωματείων ἐξητάσθη ἡ συνδικαλιστικὴ κίνησις ὑπὸ τῆς γενικῆς συνελεύσεως, τὰ δὲ μέλη τῆς διοικήσεως ἐξέφρασαν τὰς ἀπόψεις των ἐπὶ τῶν ζητημάτων ποὺ ἀπασχολοῦν τὴν ἐργατικὴν τάξιν τῆς πόλεως καὶ τῆς περιφερείας. Κατὰ τὴν συζήτησιν ὡμίλησαν πολλοὶ ἐκπρόσωποι, οἱ ὁποῖοι ἐτόνισαν τὴν ἀνάγκην ἑνότητος καὶ συνεργασίας ὅλων τῶν ἐργαζομένων διὰ τὴν ἐπίλυσιν τῶν προβλημάτων των. bbox=[1239, 991, 1418, 1096]
section-title: ΑΠΟ ΤΗΝ ΛΑΡΙΣΑΝ bbox=[9, 1510, 99, 1521]
lamb-photo-caption: Ὁ φιλοπρόοδος γεωργοκτηνοτρόφος Χαράλαμπος Κουκοπάδης, κάτοικος Νέου Σουλίου Σερρῶν, εἰς τὴν προσπάθειάν του νὰ ἀναπτύξῃ τὸ ποίμνιό του, ἀπέκτησεν ἀπὸ μίαν προβατίναν ἑνὸς πέντε ἀρνάκια... bbox=[1052, 460, 1417, 497]
paragraph: ΑΘΗΝΑΙ, 12.— Παρὰ τὴν ἐπικρατοῦσαν κατάστασιν τῶν σωματείων ἐξητάσθη ἡ συνδικαλιστικὴ κίνησις ὑπὸ τῆς γενικῆς συνελεύσεως, τὰ δὲ μέλη τῆς διοικήσεως ἐξέφρασαν τὰς ἀπόψεις των ἐπὶ τῶν ζητημάτων ποὺ ἀπασχολοῦν τὴν ἐργατικὴν τάξιν τῆς πόλεως καὶ τῆς περιφερείας. Κατὰ τὴν συζήτησιν ὡμίλησαν πολλοὶ ἐκπρόσωποι, οἱ ὁποῖοι ἐτόνισαν τὴν ἀνάγκην ἑνότητος καὶ συνεργασίας ὅλων τῶν ἐργαζομένων διὰ τὴν ἐπίλυσιν τῶν προβλημάτων των. bbox=[538, 1214, 707, 1328]
paragraph: ΑΘΗΝΑΙ, 12.— Παρὰ τὴν ἐπικρατοῦσαν κατάστασιν τῶν σωματείων ἐξητάσθη ἡ συνδικαλιστικὴ κίνησις ὑπὸ τῆς γενικῆς συνελεύσεως, τὰ δὲ μέλη τῆς διοικήσεως ἐξέφρασαν τὰς ἀπόψεις των ἐπὶ τῶν ζητημάτων ποὺ ἀπασχολοῦν τὴν ἐργατικὴν τάξιν τῆς πόλεως καὶ τῆς περιφερείας. Κατὰ τὴν συζήτησιν ὡμίλησαν πολλοὶ ἐκπρόσωποι, οἱ ὁποῖοι ἐτόνισαν τὴν ἀνάγκην ἑνότητος καὶ συνεργασίας ὅλων τῶν ἐργαζομένων διὰ τὴν ἐπίλυσιν τῶν προβλημάτων των. bbox=[1051, 1151, 1230, 1256]
paragraph: ΑΘΗΝΑΙ, 12.— Παρὰ τὴν ἐπικρατοῦσαν κατάστασιν τῶν σωματείων ἐξητάσθη ἡ συνδικαλιστικὴ κίνησις ὑπὸ τῆς γενικῆς συνελεύσεως, τὰ δὲ μέλη τῆς διοικήσεως ἐξέφρασαν τὰς ἀπόψεις των ἐπὶ τῶν ζητημάτων ποὺ ἀπασχολοῦν τὴν ἐργατικὴν τάξιν τῆς πόλεως καὶ τῆς περιφερείας. Κατὰ τὴν συζήτησιν ὡμίλησαν πολλοὶ ἐκπρόσωποι, οἱ ὁποῖοι ἐτόνισαν τὴν ἀνάγκην ἑνότητος καὶ συνεργασίας ὅλων τῶν ἐργαζομένων διὰ τὴν ἐπίλυσιν τῶν προβλημάτων των. bbox=[904, 274, 1037, 417]
procession-photo bbox=[539, 1424, 885, 1745]
headline: Ο ΟΤΕ ΠΡΟΗΓΟΥΜΑΣΕΝ ΑΥΞΗΣΙΝ ΤΩΝ ΤΕΛΩΝ ΑΛΛ' Η ΚΥΒΕΡΝΗΣΙΣ ΕΙΝΑΙ ΑΝΤΙΘΕΤΟΣ bbox=[375, 38, 517, 90]
paragraph: ΑΘΗΝΑΙ, 12.— Παρὰ τὴν ἐπικρατοῦσαν κατάστασιν τῶν σωματείων ἐξητάσθη ἡ συνδικαλιστικὴ κίνησις ὑπὸ τῆς γενικῆς συνελεύσεως, τὰ δὲ μέλη τῆς διοικήσεως ἐξέφρασαν τὰς ἀπόψεις των ἐπὶ τῶν ζητημάτων ποὺ ἀπασχολοῦν τὴν ἐργατικὴν τάξιν τῆς πόλεως καὶ τῆς περιφερείας. Κατὰ τὴν συζήτησιν ὡμίλησαν πολλοὶ ἐκπρόσωποι, οἱ ὁποῖοι ἐτόνισαν τὴν ἀνάγκην ἑνότητος καὶ συνεργασίας ὅλων τῶν ἐργαζομένων διὰ τὴν ἐπίλυσιν τῶν προβλημάτων των. bbox=[904, 1844, 1037, 1988]
tourism-subheadline: ΠΟΙΑ ΔΙΚΑΙΟΛΟΓΗΤΙΚΑ ΔΕΟΝ ΝΑ ΥΠΟΒΑΛΟΥΝ ΟΥΤΟΙ bbox=[1065, 863, 1404, 879]
column-1 bbox=[0, 27, 357, 2097]
paragraph: ΑΘΗΝΑΙ, 12.— Παρὰ τὴν ἐπικρατοῦσαν κατάστασιν τῶν σωματείων ἐξητάσθη ἡ συνδικαλιστικὴ κίνησις ὑπὸ τῆς γενικῆς συνελεύσεως, τὰ δὲ μέλη τῆς διοικήσεως ἐξέφρασαν τὰς ἀπόψεις των ἐπὶ τῶν ζητημάτων ποὺ ἀπασχολοῦν τὴν ἐργατικὴν τάξιν τῆς πόλεως καὶ τῆς περιφερείας. Κατὰ τὴν συζήτησιν ὡμίλησαν πολλοὶ ἐκπρόσωποι, οἱ ὁποῖοι ἐτόνισαν τὴν ἀνάγκην ἑνότητος καὶ συνεργασίας ὅλων τῶν ἐργαζομένων διὰ τὴν ἐπίλυσιν τῶν προβλημάτων των. bbox=[371, 1253, 522, 1377]
radio-article-body bbox=[4, 954, 353, 1072]
provincial-headline: ΕΠΑΡΧΙΑΚΑΙ ΕΙΔΗΣΕΙΣ bbox=[15, 1081, 342, 1113]
paragraph: ΑΘΗΝΑΙ, 12.— Παρὰ τὴν ἐπικρατοῦσαν κατάστασιν τῶν σωματείων ἐξητάσθη ἡ συνδικαλιστικὴ κίνησις ὑπὸ τῆς γενικῆς συνελεύσεως, τὰ δὲ μέλη τῆς διοικήσεως ἐξέφρασαν τὰς ἀπόψεις των ἐπὶ τῶν ζητημάτων ποὺ ἀπασχολοῦν τὴν ἐργατικὴν τάξιν τῆς πόλεως καὶ τῆς περιφερείας. Κατὰ τὴν συζήτησιν ὡμίλησαν πολλοὶ ἐκπρόσωποι, οἱ ὁποῖοι ἐτόνισαν τὴν ἀνάγκην ἑνότητος καὶ συνεργασίας ὅλων τῶν ἐργαζομένων διὰ τὴν ἐπίλυσιν τῶν προβλημάτων των. bbox=[538, 882, 707, 997]
paragraph: ΑΘΗΝΑΙ, 12.— Παρὰ τὴν ἐπικρατοῦσαν κατάστασιν τῶν σωματείων ἐξητάσθη ἡ συνδικαλιστικὴ κίνησις ὑπὸ τῆς γενικῆς συνελεύσεως, τὰ δὲ μέλη τῆς διοικήσεως ἐξέφρασαν τὰς ἀπόψεις των ἐπὶ τῶν ζητημάτων ποὺ ἀπασχολοῦν τὴν ἐργατικὴν τάξιν τῆς πόλεως καὶ τῆς περιφερείας. Κατὰ τὴν συζήτησιν ὡμίλησαν πολλοὶ ἐκπρόσωποι, οἱ ὁποῖοι ἐτόνισαν τὴν ἀνάγκην ἑνότητος καὶ συνεργασίας ὅλων τῶν ἐργαζομένων διὰ τὴν ἐπίλυσιν τῶν προβλημάτων των. bbox=[656, 617, 886, 849]
paragraph: ΑΘΗΝΑΙ, 12.— Παρὰ τὴν ἐπικρατοῦσαν κατάστασιν τῶν σωματείων ἐξητάσθη ἡ συνδικαλιστικὴ κίνησις ὑπὸ τῆς γενικῆς συνελεύσεως, τὰ δὲ μέλη τῆς διοικήσεως ἐξέφρασαν τὰς ἀπόψεις των ἐπὶ τῶν ζητημάτων ποὺ ἀπασχολοῦν τὴν ἐργατικὴν τάξιν τῆς πόλεως καὶ τῆς περιφερείας. Κατὰ τὴν συζήτησιν ὡμίλησαν πολλοὶ ἐκπρόσωποι, οἱ ὁποῖοι ἐτόνισαν τὴν ἀνάγκην ἑνότητος καὶ συνεργασίας ὅλων τῶν ἐργαζομένων διὰ τὴν ἐπίλυσιν τῶν προβλημάτων των. bbox=[371, 1607, 522, 1732]
section-title: ΑΠΟ ΤΗΝ ΔΡΑΜΑΝ bbox=[188, 1243, 277, 1255]
column-rule bbox=[361, 27, 362, 2097]
paragraph: ΑΘΗΝΑΙ, 12.— Παρὰ τὴν ἐπικρατοῦσαν κατάστασιν τῶν σωματείων ἐξητάσθη ἡ συνδικαλιστικὴ κίνησις ὑπὸ τῆς γενικῆς συνελεύσεως, τὰ δὲ μέλη τῆς διοικήσεως ἐξέφρασαν τὰς ἀπόψεις των ἐπὶ τῶν ζητημάτων ποὺ ἀπασχολοῦν τὴν ἐργατικὴν τάξιν τῆς πόλεως καὶ τῆς περιφερείας. Κατὰ τὴν συζήτησιν ὡμίλησαν πολλοὶ ἐκπρόσωποι, οἱ ὁποῖοι ἐτόνισαν τὴν ἀνάγκην ἑνότητος καὶ συνεργασίας ὅλων τῶν ἐργαζομένων διὰ τὴν ἐπίλυσιν τῶν προβλημάτων των. bbox=[371, 595, 522, 720]
paragraph: ΑΘΗΝΑΙ, 12.— Παρὰ τὴν ἐπικρατοῦσαν κατάστασιν τῶν σωματείων ἐξητάσθη ἡ συνδικαλιστικὴ κίνησις ὑπὸ τῆς γενικῆς συνελεύσεως, τὰ δὲ μέλη τῆς διοικήσεως ἐξέφρασαν τὰς ἀπόψεις των ἐπὶ τῶν ζητημάτων ποὺ ἀπασχολοῦν τὴν ἐργατικὴν τάξιν τῆς πόλεως καὶ τῆς περιφερείας. Κατὰ τὴν συζήτησιν ὡμίλησαν πολλοὶ ἐκπρόσωποι, οἱ ὁποῖοι ἐτόνισαν τὴν ἀνάγκην ἑνότητος καὶ συνεργασίας ὅλων τῶν ἐργαζομένων διὰ τὴν ἐπίλυσιν τῶν προβλημάτων των. bbox=[183, 438, 353, 553]
paragraph: ΑΘΗΝΑΙ, 12.— Παρὰ τὴν ἐπικρατοῦσαν κατάστασιν τῶν σωματείων ἐξητάσθη ἡ συνδικαλιστικὴ κίνησις ὑπὸ τῆς γενικῆς συνελεύσεως, τὰ δὲ μέλη τῆς διοικήσεως ἐξέφρασαν τὰς ἀπόψεις των ἐπὶ τῶν ζητημάτων ποὺ ἀπασχολοῦν τὴν ἐργατικὴν τάξιν τῆς πόλεως καὶ τῆς περιφερείας. Κατὰ τὴν συζήτησιν ὡμίλησαν πολλοὶ ἐκπρόσωποι, οἱ ὁποῖοι ἐτόνισαν τὴν ἀνάγκην ἑνότητος καὶ συνεργασίας ὅλων τῶν ἐργαζομένων διὰ τὴν ἐπίλυσιν τῶν προβλημάτων των. bbox=[8, 1390, 171, 1505]
headline: ΤΟ ΒΕΛΓΙΚΟΝ ΑΕΡΟΠΛΑΝΟΝ ΠΡΑΓΜΑΤΙ ΑΠΕΔΕΧΘΗ ΕΙΣ ΤΗΝ ΑΝΤΑΡΚΤΙΚΗΝ bbox=[371, 538, 521, 590]
section-title: ΑΠΟ ΤΗΝ ΚΟΖΑΝΗΝ bbox=[9, 1126, 105, 1137]
divider bbox=[4, 909, 354, 911]
paragraph: ΑΘΗΝΑΙ, 12.— Παρὰ τὴν ἐπικρατοῦσαν κατάστασιν τῶν σωματείων ἐξητάσθη ἡ συνδικαλιστικὴ κίνησις ὑπὸ τῆς γενικῆς συνελεύσεως, τὰ δὲ μέλη τῆς διοικήσεως ἐξέφρασαν τὰς ἀπόψεις των ἐπὶ τῶν ζητημάτων ποὺ ἀπασχολοῦν τὴν ἐργατικὴν τάξιν τῆς πόλεως καὶ τῆς περιφερείας. Κατὰ τὴν συζήτησιν ὡμίλησαν πολλοὶ ἐκπρόσωποι, οἱ ὁποῖοι ἐτόνισαν τὴν ἀνάγκην ἑνότητος καὶ συνεργασίας ὅλων τῶν ἐργαζομένων διὰ τὴν ἐπίλυσιν τῶν προβλημάτων των. bbox=[371, 1430, 522, 1554]
paragraph: ΑΘΗΝΑΙ, 12.— Παρὰ τὴν ἐπικρατοῦσαν κατάστασιν τῶν σωματείων ἐξητάσθη ἡ συνδικαλιστικὴ κίνησις ὑπὸ τῆς γενικῆς συνελεύσεως, τὰ δὲ μέλη τῆς διοικήσεως ἐξέφρασαν τὰς ἀπόψεις των ἐπὶ τῶν ζητημάτων ποὺ ἀπασχολοῦν τὴν ἐργατικὴν τάξιν τῆς πόλεως καὶ τῆς περιφερείας. Κατὰ τὴν συζήτησιν ὡμίλησαν πολλοὶ ἐκπρόσωποι, οἱ ὁποῖοι ἐτόνισαν τὴν ἀνάγκην ἑνότητος καὶ συνεργασίας ὅλων τῶν ἐργαζομένων διὰ τὴν ἐπίλυσιν τῶν προβλημάτων των. bbox=[1051, 690, 1230, 795]
headline: ΚΑΙ ΟΙ ΓΟΝΕΙΣ ΗΚΟΛΟΥΘΗΣΑΝ ΤΗΝ ΠΟΡΕΙΑΝ bbox=[910, 2192, 1031, 2232]
builders-headline: Η ΚΑΤΑΒΟΛΗ ΤΟΥ ΔΩΡΟΥ ΤΩΝ ΟΙΚΟΔΟΜΩΝ bbox=[1063, 1108, 1406, 1127]
headline: ΠΟΤΕ ΟΙ ΔΗΜΟΣ. ΥΠΑΛΛΗΛΟΙ ΘΑ ΕΙΣΠΡΑΞΟΥΝ ΑΠΟΖΗΜΙΩΣΕΙΣ ΔΙ' ΥΠΕΡΩΡΙΑΚΗΝ ΕΡΓΑΣΙΑΝ bbox=[371, 1930, 522, 1995]
column-4 bbox=[899, 27, 1042, 2576]
divider bbox=[4, 1075, 354, 1077]
paragraph: ΑΘΗΝΑΙ, 12.— Παρὰ τὴν ἐπικρατοῦσαν κατάστασιν τῶν σωματείων ἐξητάσθη ἡ συνδικαλιστικὴ κίνησις ὑπὸ τῆς γενικῆς συνελεύσεως, τὰ δὲ μέλη τῆς διοικήσεως ἐξέφρασαν τὰς ἀπόψεις των ἐπὶ τῶν ζητημάτων ποὺ ἀπασχολοῦν τὴν ἐργατικὴν τάξιν τῆς πόλεως καὶ τῆς περιφερείας. Κατὰ τὴν συζήτησιν ὡμίλησαν πολλοὶ ἐκπρόσωποι, οἱ ὁποῖοι ἐτόνισαν τὴν ἀνάγκην ἑνότητος καὶ συνεργασίας ὅλων τῶν ἐργαζομένων διὰ τὴν ἐπίλυσιν τῶν προβλημάτων των. bbox=[538, 433, 768, 548]
headline: ΕΙΣ ΣΚΟΚΚΙΑ ΕΠΕΤΕΘΗ ΔΙΑ ΜΑΧΑΙΡΑΣ ΚΑΤΑ ΧΩΡΟΦΥΛΑΚΩΝ bbox=[377, 1209, 515, 1248]
short-news-headline: ΣΥΝΤΟΜΟΙ ΕΙΔΗΣΕΙΣ ΕΞ ΑΘΗΝΩΝ bbox=[581, 859, 843, 878]
ote-box bbox=[370, 31, 523, 98]
paragraph: ΑΘΗΝΑΙ, 12.— Παρὰ τὴν ἐπικρατοῦσαν κατάστασιν τῶν σωματείων ἐξητάσθη ἡ συνδικαλιστικὴ κίνησις ὑπὸ τῆς γενικῆς συνελεύσεως, τὰ δὲ μέλη τῆς διοικήσεως ἐξέφρασαν τὰς ἀπόψεις των ἐπὶ τῶν ζητημάτων ποὺ ἀπασχολοῦν τὴν ἐργατικὴν τάξιν τῆς πόλεως καὶ τῆς περιφερείας. Κατὰ τὴν συζήτησιν ὡμίλησαν πολλοὶ ἐκπρόσωποι, οἱ ὁποῖοι ἐτόνισαν τὴν ἀνάγκην ἑνότητος καὶ συνεργασίας ὅλων τῶν ἐργαζομένων διὰ τὴν ἐπίλυσιν τῶν προβλημάτων των. bbox=[904, 128, 1037, 271]
paragraph: ΑΘΗΝΑΙ, 12.— Παρὰ τὴν ἐπικρατοῦσαν κατάστασιν τῶν σωματείων ἐξητάσθη ἡ συνδικαλιστικὴ κίνησις ὑπὸ τῆς γενικῆς συνελεύσεως, τὰ δὲ μέλη τῆς διοικήσεως ἐξέφρασαν τὰς ἀπόψεις των ἐπὶ τῶν ζητημάτων ποὺ ἀπασχολοῦν τὴν ἐργατικὴν τάξιν τῆς πόλεως καὶ τῆς περιφερείας. Κατὰ τὴν συζήτησιν ὡμίλησαν πολλοὶ ἐκπρόσωποι, οἱ ὁποῖοι ἐτόνισαν τὴν ἀνάγκην ἑνότητος καὶ συνεργασίας ὅλων τῶν ἐργαζομένων διὰ τὴν ἐπίλυσιν τῶν προβλημάτων των. bbox=[187, 1374, 349, 1489]
paragraph: ΑΘΗΝΑΙ, 12.— Παρὰ τὴν ἐπικρατοῦσαν κατάστασιν τῶν σωματείων ἐξητάσθη ἡ συνδικαλιστικὴ κίνησις ὑπὸ τῆς γενικῆς συνελεύσεως, τὰ δὲ μέλη τῆς διοικήσεως ἐξέφρασαν τὰς ἀπόψεις των ἐπὶ τῶν ζητημάτων ποὺ ἀπασχολοῦν τὴν ἐργατικὴν τάξιν τῆς πόλεως καὶ τῆς περιφερείας. Κατὰ τὴν συζήτησιν ὡμίλησαν πολλοὶ ἐκπρόσωποι, οἱ ὁποῖοι ἐτόνισαν τὴν ἀνάγκην ἑνότητος καὶ συνεργασίας ὅλων τῶν ἐργαζομένων διὰ τὴν ἐπίλυσιν τῶν προβλημάτων των. bbox=[1051, 1288, 1230, 1393]
paragraph: ΑΘΗΝΑΙ, 12.— Παρὰ τὴν ἐπικρατοῦσαν κατάστασιν τῶν σωματείων ἐξητάσθη ἡ συνδικαλιστικὴ κίνησις ὑπὸ τῆς γενικῆς συνελεύσεως, τὰ δὲ μέλη τῆς διοικήσεως ἐξέφρασαν τὰς ἀπόψεις των ἐπὶ τῶν ζητημάτων ποὺ ἀπασχολοῦν τὴν ἐργατικὴν τάξιν τῆς πόλεως καὶ τῆς περιφερείας. Κατὰ τὴν συζήτησιν ὡμίλησαν πολλοὶ ἐκπρόσωποι, οἱ ὁποῖοι ἐτόνισαν τὴν ἀνάγκην ἑνότητος καὶ συνεργασίας ὅλων τῶν ἐργαζομένων διὰ τὴν ἐπίλυσιν τῶν προβλημάτων των. bbox=[183, 555, 353, 670]
lamb-headline: ΜΙΑ ΑΜΝΑΣ ΕΓΕΝΝΗΣΕ ΠΕΝΤΑΔΥΜΑ bbox=[1114, 31, 1355, 78]
column-5 bbox=[1047, 27, 1422, 2097]
paragraph: ΑΘΗΝΑΙ, 12.— Παρὰ τὴν ἐπικρατοῦσαν κατάστασιν τῶν σωματείων ἐξητάσθη ἡ συνδικαλιστικὴ κίνησις ὑπὸ τῆς γενικῆς συνελεύσεως, τὰ δὲ μέλη τῆς διοικήσεως ἐξέφρασαν τὰς ἀπόψεις των ἐπὶ τῶν ζητημάτων ποὺ ἀπασχολοῦν τὴν ἐργατικὴν τάξιν τῆς πόλεως καὶ τῆς περιφερείας. Κατὰ τὴν συζήτησιν ὡμίλησαν πολλοὶ ἐκπρόσωποι, οἱ ὁποῖοι ἐτόνισαν τὴν ἀνάγκην ἑνότητος καὶ συνεργασίας ὅλων τῶν ἐργαζομένων διὰ τὴν ἐπίλυσιν τῶν προβλημάτων των. bbox=[538, 617, 768, 849]
paragraph: ΑΘΗΝΑΙ, 12.— Παρὰ τὴν ἐπικρατοῦσαν κατάστασιν τῶν σωματείων ἐξητάσθη ἡ συνδικαλιστικὴ κίνησις ὑπὸ τῆς γενικῆς συνελεύσεως, τὰ δὲ μέλη τῆς διοικήσεως ἐξέφρασαν τὰς ἀπόψεις των ἐπὶ τῶν ζητημάτων ποὺ ἀπασχολοῦν τὴν ἐργατικὴν τάξιν τῆς πόλεως καὶ τῆς περιφερείας. Κατὰ τὴν συζήτησιν ὡμίλησαν πολλοὶ ἐκπρόσωποι, οἱ ὁποῖοι ἐτόνισαν τὴν ἀνάγκην ἑνότητος καὶ συνεργασίας ὅλων τῶν ἐργαζομένων διὰ τὴν ἐπίλυσιν τῶν προβλημάτων των. bbox=[1239, 690, 1418, 795]
paragraph: ΑΘΗΝΑΙ, 12.— Παρὰ τὴν ἐπικρατοῦσαν κατάστασιν τῶν σωματείων ἐξητάσθη ἡ συνδικαλιστικὴ κίνησις ὑπὸ τῆς γενικῆς συνελεύσεως, τὰ δὲ μέλη τῆς διοικήσεως ἐξέφρασαν τὰς ἀπόψεις των ἐπὶ τῶν ζητημάτων ποὺ ἀπασχολοῦν τὴν ἐργατικὴν τάξιν τῆς πόλεως καὶ τῆς περιφερείας. Κατὰ τὴν συζήτησιν ὡμίλησαν πολλοὶ ἐκπρόσωποι, οἱ ὁποῖοι ἐτόνισαν τὴν ἀνάγκην ἑνότητος καὶ συνεργασίας ὅλων τῶν ἐργαζομένων διὰ τὴν ἐπίλυσιν τῶν προβλημάτων των. bbox=[371, 228, 522, 353]
feast-photo-caption: Δύο φωτογραφίαι ἀπὸ τὴν περιφοράν τῆς εἰκόνος τοῦ Ἁγ. Σπυρίδωνος. bbox=[539, 1748, 885, 1773]
paragraph: ΑΘΗΝΑΙ, 12.— Παρὰ τὴν ἐπικρατοῦσαν κατάστασιν τῶν σωματείων ἐξητάσθη ἡ συνδικαλιστικὴ κίνησις ὑπὸ τῆς γενικῆς συνελεύσεως, τὰ δὲ μέλη τῆς διοικήσεως ἐξέφρασαν τὰς ἀπόψεις των ἐπὶ τῶν ζητημάτων ποὺ ἀπασχολοῦν τὴν ἐργατικὴν τάξιν τῆς πόλεως καὶ τῆς περιφερείας. Κατὰ τὴν συζήτησιν ὡμίλησαν πολλοὶ ἐκπρόσωποι, οἱ ὁποῖοι ἐτόνισαν τὴν ἀνάγκην ἑνότητος καὶ συνεργασίας ὅλων τῶν ἐργαζομένων διὰ τὴν ἐπίλυσιν τῶν προβλημάτων των. bbox=[716, 943, 886, 1057]
river-headline: Ο ΔΗΜΟΣ ΘΕΣΣΑΛΟΝΙΚΗΣ ΑΠΕΦΑΣΙΣΕ ΝΑ ΚΑΛΥΨΗ ΕΝ ΤΜΗΜΑ ΤΟΥ ΧΕΙΜΑΡΡΟΥ ΤΟΥ ΔΕΝΔΡΟΠΟΤΑΜΟΥ bbox=[570, 560, 854, 612]
headline: ΑΥΡΙΟΝ ΤΟ ΠΡΩΙ Ο Κ. ΦΑΝΦΑΝΙ ΦΘΑΝΕΙ ΕΙΣ ΒΟΝΝΗΝ bbox=[905, 1996, 1035, 2036]
paragraph: ΑΘΗΝΑΙ, 12.— Παρὰ τὴν ἐπικρατοῦσαν κατάστασιν τῶν σωματείων ἐξητάσθη ἡ συνδικαλιστικὴ κίνησις ὑπὸ τῆς γενικῆς συνελεύσεως, τὰ δὲ μέλη τῆς διοικήσεως ἐξέφρασαν τὰς ἀπόψεις των ἐπὶ τῶν ζητημάτων ποὺ ἀπασχολοῦν τὴν ἐργατικὴν τάξιν τῆς πόλεως καὶ τῆς περιφερείας. Κατὰ τὴν συζήτησιν ὡμίλησαν πολλοὶ ἐκπρόσωποι, οἱ ὁποῖοι ἐτόνισαν τὴν ἀνάγκην ἑνότητος καὶ συνεργασίας ὅλων τῶν ἐργαζομένων διὰ τὴν ἐπίλυσιν τῶν προβλημάτων των. bbox=[1051, 991, 1230, 1096]
divider bbox=[4, 1116, 354, 1118]
section-title: ΑΠΟ ΤΗΝ ΒΕΡΟΙΑΝ bbox=[188, 1627, 280, 1639]
paragraph: ΑΘΗΝΑΙ, 12.— Παρὰ τὴν ἐπικρατοῦσαν κατάστασιν τῶν σωματείων ἐξητάσθη ἡ συνδικαλιστικὴ κίνησις ὑπὸ τῆς γενικῆς συνελεύσεως, τὰ δὲ μέλη τῆς διοικήσεως ἐξέφρασαν τὰς ἀπόψεις των ἐπὶ τῶν ζητημάτων ποὺ ἀπασχολοῦν τὴν ἐργατικὴν τάξιν τῆς πόλεως καὶ τῆς περιφερείας. Κατὰ τὴν συζήτησιν ὡμίλησαν πολλοὶ ἐκπρόσωποι, οἱ ὁποῖοι ἐτόνισαν τὴν ἀνάγκην ἑνότητος καὶ συνεργασίας ὅλων τῶν ἐργαζομένων διὰ τὴν ἐπίλυσιν τῶν προβλημάτων των. bbox=[4, 369, 174, 483]
headline: ΠΥΞΗΣΙΣ ΣΗΜΑΝΤΙΚΗ Η ΚΑΤΑΝΑΛΩΣΙΣ ΗΛΕΚΤΡΙΚΟΥ ΡΕΥΜΑΤΟΣ bbox=[907, 1395, 1034, 1448]
paragraph: ΑΘΗΝΑΙ, 12.— Παρὰ τὴν ἐπικρατοῦσαν κατάστασιν τῶν σωματείων ἐξητάσθη ἡ συνδικαλιστικὴ κίνησις ὑπὸ τῆς γενικῆς συνελεύσεως, τὰ δὲ μέλη τῆς διοικήσεως ἐξέφρασαν τὰς ἀπόψεις των ἐπὶ τῶν ζητημάτων ποὺ ἀπασχολοῦν τὴν ἐργατικὴν τάξιν τῆς πόλεως καὶ τῆς περιφερείας. Κατὰ τὴν συζήτησιν ὡμίλησαν πολλοὶ ἐκπρόσωποι, οἱ ὁποῖοι ἐτόνισαν τὴν ἀνάγκην ἑνότητος καὶ συνεργασίας ὅλων τῶν ἐργαζομένων διὰ τὴν ἐπίλυσιν τῶν προβλημάτων των. bbox=[1239, 1288, 1418, 1393]
paragraph: ΑΘΗΝΑΙ, 12.— Παρὰ τὴν ἐπικρατοῦσαν κατάστασιν τῶν σωματείων ἐξητάσθη ἡ συνδικαλιστικὴ κίνησις ὑπὸ τῆς γενικῆς συνελεύσεως, τὰ δὲ μέλη τῆς διοικήσεως ἐξέφρασαν τὰς ἀπόψεις των ἐπὶ τῶν ζητημάτων ποὺ ἀπασχολοῦν τὴν ἐργατικὴν τάξιν τῆς πόλεως καὶ τῆς περιφερείας. Κατὰ τὴν συζήτησιν ὡμίλησαν πολλοὶ ἐκπρόσωποι, οἱ ὁποῖοι ἐτόνισαν τὴν ἀνάγκην ἑνότητος καὶ συνεργασίας ὅλων τῶν ἐργαζομένων διὰ τὴν ἐπίλυσιν τῶν προβλημάτων των. bbox=[187, 1256, 349, 1372]
builders-subheadline: ΘΑ ΔΟΘΗ ΒΟΗΘΗΜΑ ΕΙΣ ΤΟΥΣ ΑΝΕΡΓΟΥΣ bbox=[1098, 1130, 1371, 1146]
labour-headline: ΑΙ ΕΡΓΑΤΙΚΑΙ ΕΙΔΗΣΕΙΣ bbox=[593, 1068, 831, 1093]
feast-headline: Η ΕΟΡΤΗ ΤΩΝ ΥΠΟΔΗΜΑΤΟΠΟΙΩΝ ΣΕΡΡΩΝ bbox=[541, 1400, 883, 1418]
theologitis-headline: ΣΥΝΕΡΓΑΣΙΑΙ ΤΟΥ Κ. ΘΕΟΛΟΓΙΤΗ ΕΙΣ ΑΘΗΝΑΣ bbox=[1085, 1268, 1384, 1284]
paragraph: ΑΘΗΝΑΙ, 12.— Παρὰ τὴν ἐπικρατοῦσαν κατάστασιν τῶν σωματείων ἐξητάσθη ἡ συνδικαλιστικὴ κίνησις ὑπὸ τῆς γενικῆς συνελεύσεως, τὰ δὲ μέλη τῆς διοικήσεως ἐξέφρασαν τὰς ἀπόψεις των ἐπὶ τῶν ζητημάτων ποὺ ἀπασχολοῦν τὴν ἐργατικὴν τάξιν τῆς πόλεως καὶ τῆς περιφερείας. Κατὰ τὴν συζήτησιν ὡμίλησαν πολλοὶ ἐκπρόσωποι, οἱ ὁποῖοι ἐτόνισαν τὴν ἀνάγκην ἑνότητος καὶ συνεργασίας ὅλων τῶν ἐργαζομένων διὰ τὴν ἐπίλυσιν τῶν προβλημάτων των. bbox=[904, 1452, 1037, 1595]
paragraph: ΑΘΗΝΑΙ, 12.— Παρὰ τὴν ἐπικρατοῦσαν κατάστασιν τῶν σωματείων ἐξητάσθη ἡ συνδικαλιστικὴ κίνησις ὑπὸ τῆς γενικῆς συνελεύσεως, τὰ δὲ μέλη τῆς διοικήσεως ἐξέφρασαν τὰς ἀπόψεις των ἐπὶ τῶν ζητημάτων ποὺ ἀπασχολοῦν τὴν ἐργατικὴν τάξιν τῆς πόλεως καὶ τῆς περιφερείας. Κατὰ τὴν συζήτησιν ὡμίλησαν πολλοὶ ἐκπρόσωποι, οἱ ὁποῖοι ἐτόνισαν τὴν ἀνάγκην ἑνότητος καὶ συνεργασίας ὅλων τῶν ἐργαζομένων διὰ τὴν ἐπίλυσιν τῶν προβλημάτων των. bbox=[183, 790, 353, 905]
union-meeting-photo bbox=[5, 105, 352, 338]
